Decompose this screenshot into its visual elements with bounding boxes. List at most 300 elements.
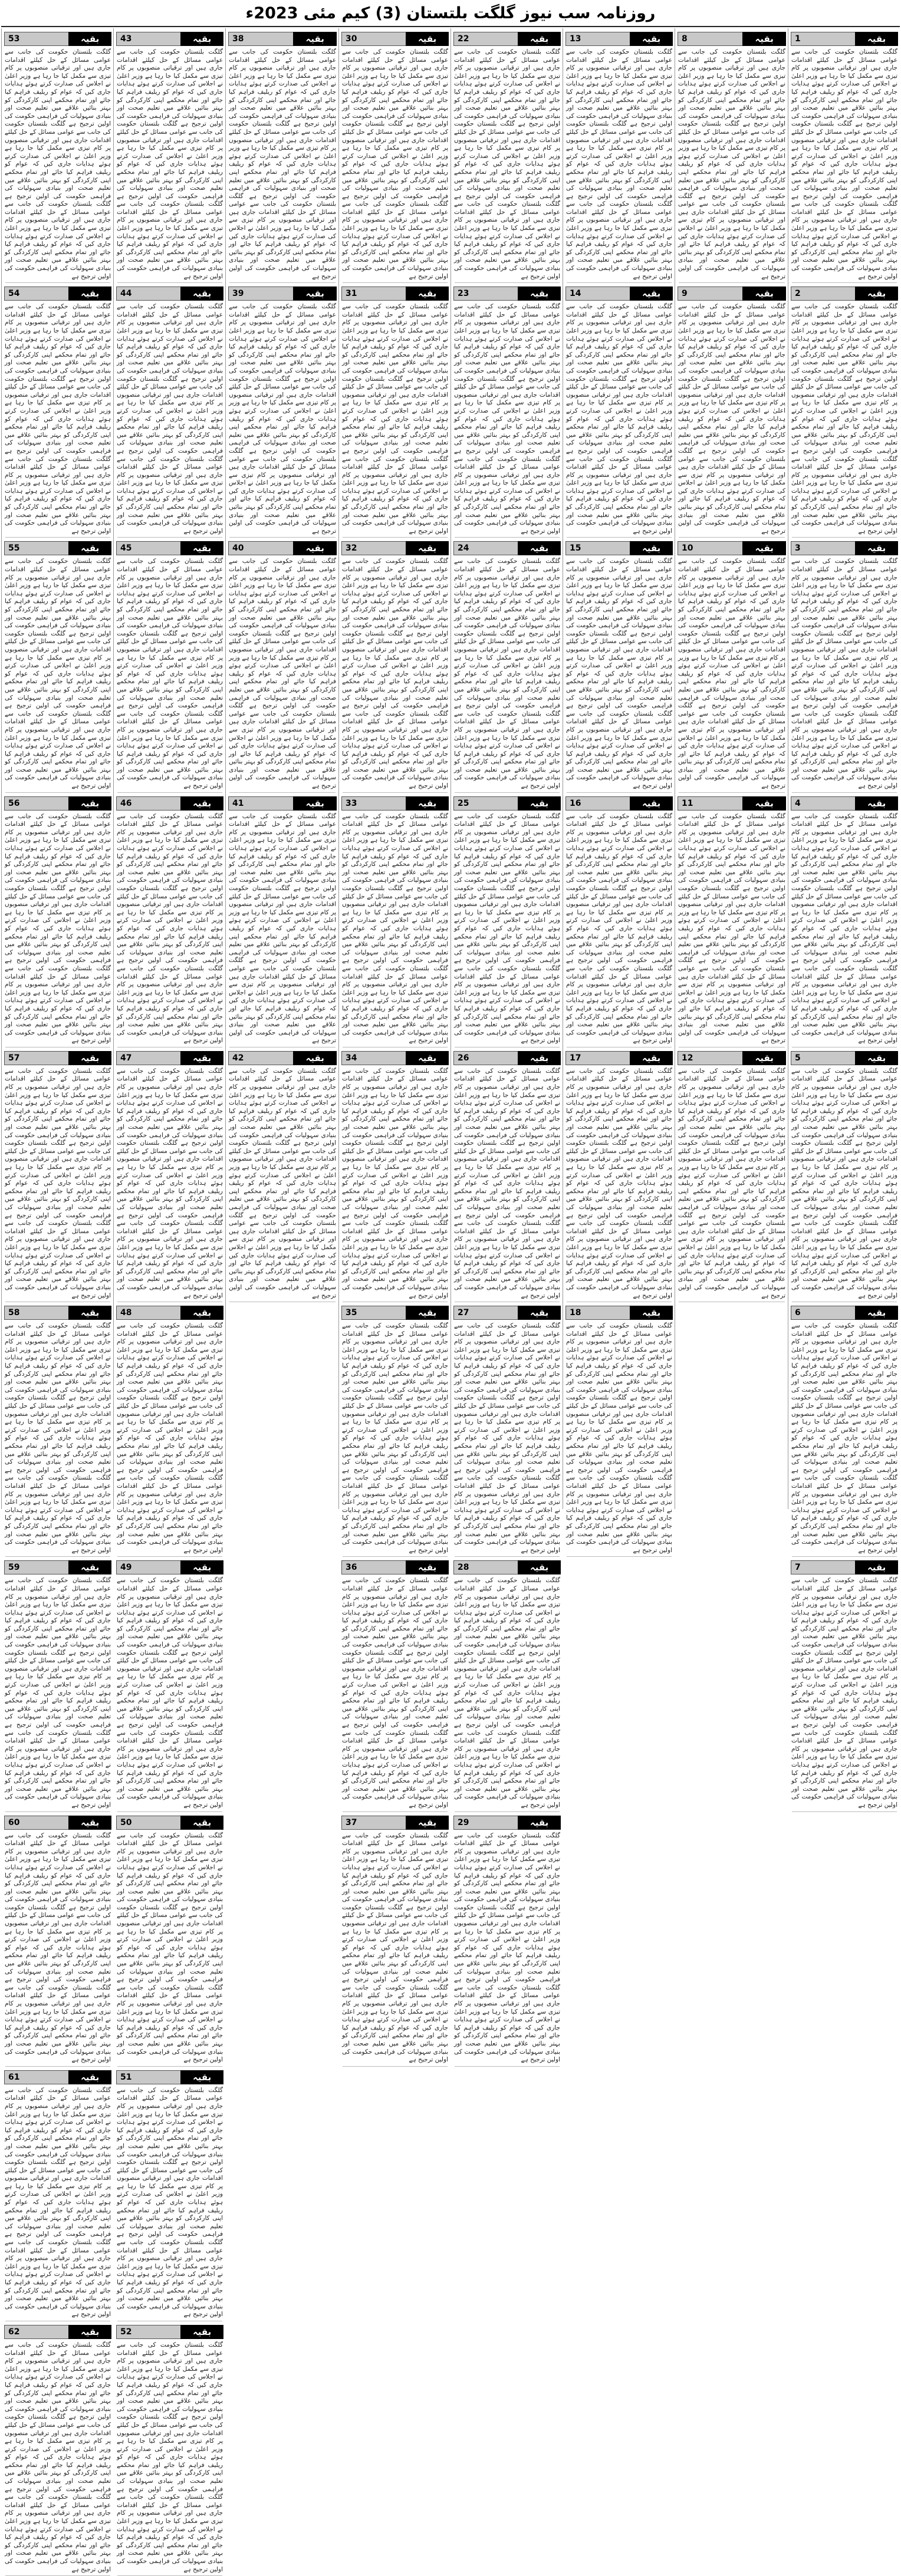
- continuation-header: [791, 796, 898, 811]
- continuation-label: بقیہ: [68, 1051, 111, 1065]
- block-divider: [792, 1811, 897, 1812]
- continuation-label: بقیہ: [293, 541, 337, 555]
- continuation-number: 31: [341, 286, 406, 301]
- continuation-header: [341, 1306, 449, 1320]
- article-text: گلگت بلتستان حکومت کی جانب سے عوامی مسائل کے حل کیلئے اقدامات جاری ہیں اور ترقیاتی منصوبوں پر کام تیزی سے مکمل کیا جا رہا ہے وزیر اعلیٰ نے اجلاس کی صدارت کرتے ہوئے ہدایات جاری کیں کہ عوام کو ریلیف فراہم کیا جائے اور تمام محکمے اپنی کارکردگی کو بہتر بنائیں علاقے میں تعلیم صحت اور بنیادی سہولیات کی فراہمی حکومت کی اولین ترجیح ہے گلگت بلتستان حکومت کی جانب سے عوامی مسائل کے حل کیلئے اقدامات جاری ہیں اور ترقیاتی منصوبوں پر کام تیزی سے مکمل کیا جا رہا ہے وزیر اعلیٰ نے اجلاس کی صدارت کرتے ہوئے ہدایات جاری کیں کہ عوام کو ریلیف فراہم کیا جائے اور تمام محکمے اپنی کارکردگی کو بہتر بنائیں علاقے میں تعلیم صحت اور بنیادی سہولیات کی فراہمی حکومت کی اولین ترجیح ہے گلگت بلتستان حکومت کی جانب سے عوامی مسائل کے حل کیلئے اقدامات جاری ہیں اور ترقیاتی منصوبوں پر کام تیزی سے مکمل کیا جا رہا ہے وزیر اعلیٰ نے اجلاس کی صدارت کرتے ہوئے ہدایات جاری کیں کہ عوام کو ریلیف فراہم کیا جائے اور تمام محکمے اپنی کارکردگی کو بہتر بنائیں علاقے میں تعلیم صحت اور بنیادی سہولیات کی فراہمی حکومت کی اولین ترجیح ہے: [5, 1067, 111, 1299]
- block-divider: [455, 792, 560, 793]
- continuation-header: [565, 1306, 673, 1320]
- article-text: گلگت بلتستان حکومت کی جانب سے عوامی مسائل کے حل کیلئے اقدامات جاری ہیں اور ترقیاتی منصوبوں پر کام تیزی سے مکمل کیا جا رہا ہے وزیر اعلیٰ نے اجلاس کی صدارت کرتے ہوئے ہدایات جاری کیں کہ عوام کو ریلیف فراہم کیا جائے اور تمام محکمے اپنی کارکردگی کو بہتر بنائیں علاقے میں تعلیم صحت اور بنیادی سہولیات کی فراہمی حکومت کی اولین ترجیح ہے گلگت بلتستان حکومت کی جانب سے عوامی مسائل کے حل کیلئے اقدامات جاری ہیں اور ترقیاتی منصوبوں پر کام تیزی سے مکمل کیا جا رہا ہے وزیر اعلیٰ نے اجلاس کی صدارت کرتے ہوئے ہدایات جاری کیں کہ عوام کو ریلیف فراہم کیا جائے اور تمام محکمے اپنی کارکردگی کو بہتر بنائیں علاقے میں تعلیم صحت اور بنیادی سہولیات کی فراہمی حکومت کی اولین ترجیح ہے گلگت بلتستان حکومت کی جانب سے عوامی مسائل کے حل کیلئے اقدامات جاری ہیں اور ترقیاتی منصوبوں پر کام تیزی سے مکمل کیا جا رہا ہے وزیر اعلیٰ نے اجلاس کی صدارت کرتے ہوئے ہدایات جاری کیں کہ عوام کو ریلیف فراہم کیا جائے اور تمام محکمے اپنی کارکردگی کو بہتر بنائیں علاقے میں تعلیم صحت اور بنیادی سہولیات کی فراہمی حکومت کی اولین ترجیح ہے: [566, 1322, 672, 1554]
- continuation-label: بقیہ: [630, 541, 673, 555]
- article-text: گلگت بلتستان حکومت کی جانب سے عوامی مسائل کے حل کیلئے اقدامات جاری ہیں اور ترقیاتی منصوبوں پر کام تیزی سے مکمل کیا جا رہا ہے وزیر اعلیٰ نے اجلاس کی صدارت کرتے ہوئے ہدایات جاری کیں کہ عوام کو ریلیف فراہم کیا جائے اور تمام محکمے اپنی کارکردگی کو بہتر بنائیں علاقے میں تعلیم صحت اور بنیادی سہولیات کی فراہمی حکومت کی اولین ترجیح ہے گلگت بلتستان حکومت کی جانب سے عوامی مسائل کے حل کیلئے اقدامات جاری ہیں اور ترقیاتی منصوبوں پر کام تیزی سے مکمل کیا جا رہا ہے وزیر اعلیٰ نے اجلاس کی صدارت کرتے ہوئے ہدایات جاری کیں کہ عوام کو ریلیف فراہم کیا جائے اور تمام محکمے اپنی کارکردگی کو بہتر بنائیں علاقے میں تعلیم صحت اور بنیادی سہولیات کی فراہمی حکومت کی اولین ترجیح ہے گلگت بلتستان حکومت کی جانب سے عوامی مسائل کے حل کیلئے اقدامات جاری ہیں اور ترقیاتی منصوبوں پر کام تیزی سے مکمل کیا جا رہا ہے وزیر اعلیٰ نے اجلاس کی صدارت کرتے ہوئے ہدایات جاری کیں کہ عوام کو ریلیف فراہم کیا جائے اور تمام محکمے اپنی کارکردگی کو بہتر بنائیں علاقے میں تعلیم صحت اور بنیادی سہولیات کی فراہمی حکومت کی اولین ترجیح ہے: [678, 558, 785, 790]
- block-divider: [117, 537, 222, 538]
- continuation-label: بقیہ: [518, 1051, 561, 1065]
- continuation-label: بقیہ: [630, 796, 673, 811]
- continuation-label: بقیہ: [406, 1816, 449, 1830]
- article-text: گلگت بلتستان حکومت کی جانب سے عوامی مسائل کے حل کیلئے اقدامات جاری ہیں اور ترقیاتی منصوبوں پر کام تیزی سے مکمل کیا جا رہا ہے وزیر اعلیٰ نے اجلاس کی صدارت کرتے ہوئے ہدایات جاری کیں کہ عوام کو ریلیف فراہم کیا جائے اور تمام محکمے اپنی کارکردگی کو بہتر بنائیں علاقے میں تعلیم صحت اور بنیادی سہولیات کی فراہمی حکومت کی اولین ترجیح ہے گلگت بلتستان حکومت کی جانب سے عوامی مسائل کے حل کیلئے اقدامات جاری ہیں اور ترقیاتی منصوبوں پر کام تیزی سے مکمل کیا جا رہا ہے وزیر اعلیٰ نے اجلاس کی صدارت کرتے ہوئے ہدایات جاری کیں کہ عوام کو ریلیف فراہم کیا جائے اور تمام محکمے اپنی کارکردگی کو بہتر بنائیں علاقے میں تعلیم صحت اور بنیادی سہولیات کی فراہمی حکومت کی اولین ترجیح ہے گلگت بلتستان حکومت کی جانب سے عوامی مسائل کے حل کیلئے اقدامات جاری ہیں اور ترقیاتی منصوبوں پر کام تیزی سے مکمل کیا جا رہا ہے وزیر اعلیٰ نے اجلاس کی صدارت کرتے ہوئے ہدایات جاری کیں کہ عوام کو ریلیف فراہم کیا جائے اور تمام محکمے اپنی کارکردگی کو بہتر بنائیں علاقے میں تعلیم صحت اور بنیادی سہولیات کی فراہمی حکومت کی اولین ترجیح ہے: [229, 48, 336, 280]
- continuation-block: [339, 1560, 451, 1811]
- continuation-label: بقیہ: [742, 541, 786, 555]
- article-text: گلگت بلتستان حکومت کی جانب سے عوامی مسائل کے حل کیلئے اقدامات جاری ہیں اور ترقیاتی منصوبوں پر کام تیزی سے مکمل کیا جا رہا ہے وزیر اعلیٰ نے اجلاس کی صدارت کرتے ہوئے ہدایات جاری کیں کہ عوام کو ریلیف فراہم کیا جائے اور تمام محکمے اپنی کارکردگی کو بہتر بنائیں علاقے میں تعلیم صحت اور بنیادی سہولیات کی فراہمی حکومت کی اولین ترجیح ہے گلگت بلتستان حکومت کی جانب سے عوامی مسائل کے حل کیلئے اقدامات جاری ہیں اور ترقیاتی منصوبوں پر کام تیزی سے مکمل کیا جا رہا ہے وزیر اعلیٰ نے اجلاس کی صدارت کرتے ہوئے ہدایات جاری کیں کہ عوام کو ریلیف فراہم کیا جائے اور تمام محکمے اپنی کارکردگی کو بہتر بنائیں علاقے میں تعلیم صحت اور بنیادی سہولیات کی فراہمی حکومت کی اولین ترجیح ہے گلگت بلتستان حکومت کی جانب سے عوامی مسائل کے حل کیلئے اقدامات جاری ہیں اور ترقیاتی منصوبوں پر کام تیزی سے مکمل کیا جا رہا ہے وزیر اعلیٰ نے اجلاس کی صدارت کرتے ہوئے ہدایات جاری کیں کہ عوام کو ریلیف فراہم کیا جائے اور تمام محکمے اپنی کارکردگی کو بہتر بنائیں علاقے میں تعلیم صحت اور بنیادی سہولیات کی فراہمی حکومت کی اولین ترجیح ہے: [342, 48, 448, 280]
- continuation-number: 29: [453, 1816, 518, 1830]
- block-divider: [229, 537, 336, 538]
- continuation-block: [114, 32, 226, 283]
- article-text: گلگت بلتستان حکومت کی جانب سے عوامی مسائل کے حل کیلئے اقدامات جاری ہیں اور ترقیاتی منصوبوں پر کام تیزی سے مکمل کیا جا رہا ہے وزیر اعلیٰ نے اجلاس کی صدارت کرتے ہوئے ہدایات جاری کیں کہ عوام کو ریلیف فراہم کیا جائے اور تمام محکمے اپنی کارکردگی کو بہتر بنائیں علاقے میں تعلیم صحت اور بنیادی سہولیات کی فراہمی حکومت کی اولین ترجیح ہے گلگت بلتستان حکومت کی جانب سے عوامی مسائل کے حل کیلئے اقدامات جاری ہیں اور ترقیاتی منصوبوں پر کام تیزی سے مکمل کیا جا رہا ہے وزیر اعلیٰ نے اجلاس کی صدارت کرتے ہوئے ہدایات جاری کیں کہ عوام کو ریلیف فراہم کیا جائے اور تمام محکمے اپنی کارکردگی کو بہتر بنائیں علاقے میں تعلیم صحت اور بنیادی سہولیات کی فراہمی حکومت کی اولین ترجیح ہے گلگت بلتستان حکومت کی جانب سے عوامی مسائل کے حل کیلئے اقدامات جاری ہیں اور ترقیاتی منصوبوں پر کام تیزی سے مکمل کیا جا رہا ہے وزیر اعلیٰ نے اجلاس کی صدارت کرتے ہوئے ہدایات جاری کیں کہ عوام کو ریلیف فراہم کیا جائے اور تمام محکمے اپنی کارکردگی کو بہتر بنائیں علاقے میں تعلیم صحت اور بنیادی سہولیات کی فراہمی حکومت کی اولین ترجیح ہے: [342, 1831, 448, 2064]
- block-divider: [455, 537, 560, 538]
- block-divider: [5, 1811, 110, 1812]
- article-text: گلگت بلتستان حکومت کی جانب سے عوامی مسائل کے حل کیلئے اقدامات جاری ہیں اور ترقیاتی منصوبوں پر کام تیزی سے مکمل کیا جا رہا ہے وزیر اعلیٰ نے اجلاس کی صدارت کرتے ہوئے ہدایات جاری کیں کہ عوام کو ریلیف فراہم کیا جائے اور تمام محکمے اپنی کارکردگی کو بہتر بنائیں علاقے میں تعلیم صحت اور بنیادی سہولیات کی فراہمی حکومت کی اولین ترجیح ہے گلگت بلتستان حکومت کی جانب سے عوامی مسائل کے حل کیلئے اقدامات جاری ہیں اور ترقیاتی منصوبوں پر کام تیزی سے مکمل کیا جا رہا ہے وزیر اعلیٰ نے اجلاس کی صدارت کرتے ہوئے ہدایات جاری کیں کہ عوام کو ریلیف فراہم کیا جائے اور تمام محکمے اپنی کارکردگی کو بہتر بنائیں علاقے میں تعلیم صحت اور بنیادی سہولیات کی فراہمی حکومت کی اولین ترجیح ہے گلگت بلتستان حکومت کی جانب سے عوامی مسائل کے حل کیلئے اقدامات جاری ہیں اور ترقیاتی منصوبوں پر کام تیزی سے مکمل کیا جا رہا ہے وزیر اعلیٰ نے اجلاس کی صدارت کرتے ہوئے ہدایات جاری کیں کہ عوام کو ریلیف فراہم کیا جائے اور تمام محکمے اپنی کارکردگی کو بہتر بنائیں علاقے میں تعلیم صحت اور بنیادی سہولیات کی فراہمی حکومت کی اولین ترجیح ہے: [678, 812, 785, 1045]
- continuation-label: بقیہ: [630, 1051, 673, 1065]
- continuation-number: 61: [4, 2070, 68, 2084]
- news-column: [338, 28, 451, 2064]
- continuation-header: [116, 796, 223, 811]
- article-text: گلگت بلتستان حکومت کی جانب سے عوامی مسائل کے حل کیلئے اقدامات جاری ہیں اور ترقیاتی منصوبوں پر کام تیزی سے مکمل کیا جا رہا ہے وزیر اعلیٰ نے اجلاس کی صدارت کرتے ہوئے ہدایات جاری کیں کہ عوام کو ریلیف فراہم کیا جائے اور تمام محکمے اپنی کارکردگی کو بہتر بنائیں علاقے میں تعلیم صحت اور بنیادی سہولیات کی فراہمی حکومت کی اولین ترجیح ہے گلگت بلتستان حکومت کی جانب سے عوامی مسائل کے حل کیلئے اقدامات جاری ہیں اور ترقیاتی منصوبوں پر کام تیزی سے مکمل کیا جا رہا ہے وزیر اعلیٰ نے اجلاس کی صدارت کرتے ہوئے ہدایات جاری کیں کہ عوام کو ریلیف فراہم کیا جائے اور تمام محکمے اپنی کارکردگی کو بہتر بنائیں علاقے میں تعلیم صحت اور بنیادی سہولیات کی فراہمی حکومت کی اولین ترجیح ہے گلگت بلتستان حکومت کی جانب سے عوامی مسائل کے حل کیلئے اقدامات جاری ہیں اور ترقیاتی منصوبوں پر کام تیزی سے مکمل کیا جا رہا ہے وزیر اعلیٰ نے اجلاس کی صدارت کرتے ہوئے ہدایات جاری کیں کہ عوام کو ریلیف فراہم کیا جائے اور تمام محکمے اپنی کارکردگی کو بہتر بنائیں علاقے میں تعلیم صحت اور بنیادی سہولیات کی فراہمی حکومت کی اولین ترجیح ہے: [117, 1577, 223, 1809]
- article-text: گلگت بلتستان حکومت کی جانب سے عوامی مسائل کے حل کیلئے اقدامات جاری ہیں اور ترقیاتی منصوبوں پر کام تیزی سے مکمل کیا جا رہا ہے وزیر اعلیٰ نے اجلاس کی صدارت کرتے ہوئے ہدایات جاری کیں کہ عوام کو ریلیف فراہم کیا جائے اور تمام محکمے اپنی کارکردگی کو بہتر بنائیں علاقے میں تعلیم صحت اور بنیادی سہولیات کی فراہمی حکومت کی اولین ترجیح ہے گلگت بلتستان حکومت کی جانب سے عوامی مسائل کے حل کیلئے اقدامات جاری ہیں اور ترقیاتی منصوبوں پر کام تیزی سے مکمل کیا جا رہا ہے وزیر اعلیٰ نے اجلاس کی صدارت کرتے ہوئے ہدایات جاری کیں کہ عوام کو ریلیف فراہم کیا جائے اور تمام محکمے اپنی کارکردگی کو بہتر بنائیں علاقے میں تعلیم صحت اور بنیادی سہولیات کی فراہمی حکومت کی اولین ترجیح ہے گلگت بلتستان حکومت کی جانب سے عوامی مسائل کے حل کیلئے اقدامات جاری ہیں اور ترقیاتی منصوبوں پر کام تیزی سے مکمل کیا جا رہا ہے وزیر اعلیٰ نے اجلاس کی صدارت کرتے ہوئے ہدایات جاری کیں کہ عوام کو ریلیف فراہم کیا جائے اور تمام محکمے اپنی کارکردگی کو بہتر بنائیں علاقے میں تعلیم صحت اور بنیادی سہولیات کی فراہمی حکومت کی اولین ترجیح ہے: [342, 812, 448, 1045]
- continuation-label: بقیہ: [293, 796, 337, 811]
- continuation-block: [114, 286, 226, 538]
- continuation-number: 22: [453, 32, 518, 46]
- continuation-number: 44: [116, 286, 180, 301]
- article-text: گلگت بلتستان حکومت کی جانب سے عوامی مسائل کے حل کیلئے اقدامات جاری ہیں اور ترقیاتی منصوبوں پر کام تیزی سے مکمل کیا جا رہا ہے وزیر اعلیٰ نے اجلاس کی صدارت کرتے ہوئے ہدایات جاری کیں کہ عوام کو ریلیف فراہم کیا جائے اور تمام محکمے اپنی کارکردگی کو بہتر بنائیں علاقے میں تعلیم صحت اور بنیادی سہولیات کی فراہمی حکومت کی اولین ترجیح ہے گلگت بلتستان حکومت کی جانب سے عوامی مسائل کے حل کیلئے اقدامات جاری ہیں اور ترقیاتی منصوبوں پر کام تیزی سے مکمل کیا جا رہا ہے وزیر اعلیٰ نے اجلاس کی صدارت کرتے ہوئے ہدایات جاری کیں کہ عوام کو ریلیف فراہم کیا جائے اور تمام محکمے اپنی کارکردگی کو بہتر بنائیں علاقے میں تعلیم صحت اور بنیادی سہولیات کی فراہمی حکومت کی اولین ترجیح ہے گلگت بلتستان حکومت کی جانب سے عوامی مسائل کے حل کیلئے اقدامات جاری ہیں اور ترقیاتی منصوبوں پر کام تیزی سے مکمل کیا جا رہا ہے وزیر اعلیٰ نے اجلاس کی صدارت کرتے ہوئے ہدایات جاری کیں کہ عوام کو ریلیف فراہم کیا جائے اور تمام محکمے اپنی کارکردگی کو بہتر بنائیں علاقے میں تعلیم صحت اور بنیادی سہولیات کی فراہمی حکومت کی اولین ترجیح ہے: [117, 48, 223, 280]
- continuation-label: بقیہ: [855, 1051, 898, 1065]
- article-text: گلگت بلتستان حکومت کی جانب سے عوامی مسائل کے حل کیلئے اقدامات جاری ہیں اور ترقیاتی منصوبوں پر کام تیزی سے مکمل کیا جا رہا ہے وزیر اعلیٰ نے اجلاس کی صدارت کرتے ہوئے ہدایات جاری کیں کہ عوام کو ریلیف فراہم کیا جائے اور تمام محکمے اپنی کارکردگی کو بہتر بنائیں علاقے میں تعلیم صحت اور بنیادی سہولیات کی فراہمی حکومت کی اولین ترجیح ہے گلگت بلتستان حکومت کی جانب سے عوامی مسائل کے حل کیلئے اقدامات جاری ہیں اور ترقیاتی منصوبوں پر کام تیزی سے مکمل کیا جا رہا ہے وزیر اعلیٰ نے اجلاس کی صدارت کرتے ہوئے ہدایات جاری کیں کہ عوام کو ریلیف فراہم کیا جائے اور تمام محکمے اپنی کارکردگی کو بہتر بنائیں علاقے میں تعلیم صحت اور بنیادی سہولیات کی فراہمی حکومت کی اولین ترجیح ہے گلگت بلتستان حکومت کی جانب سے عوامی مسائل کے حل کیلئے اقدامات جاری ہیں اور ترقیاتی منصوبوں پر کام تیزی سے مکمل کیا جا رہا ہے وزیر اعلیٰ نے اجلاس کی صدارت کرتے ہوئے ہدایات جاری کیں کہ عوام کو ریلیف فراہم کیا جائے اور تمام محکمے اپنی کارکردگی کو بہتر بنائیں علاقے میں تعلیم صحت اور بنیادی سہولیات کی فراہمی حکومت کی اولین ترجیح ہے: [229, 1067, 336, 1299]
- article-text: گلگت بلتستان حکومت کی جانب سے عوامی مسائل کے حل کیلئے اقدامات جاری ہیں اور ترقیاتی منصوبوں پر کام تیزی سے مکمل کیا جا رہا ہے وزیر اعلیٰ نے اجلاس کی صدارت کرتے ہوئے ہدایات جاری کیں کہ عوام کو ریلیف فراہم کیا جائے اور تمام محکمے اپنی کارکردگی کو بہتر بنائیں علاقے میں تعلیم صحت اور بنیادی سہولیات کی فراہمی حکومت کی اولین ترجیح ہے گلگت بلتستان حکومت کی جانب سے عوامی مسائل کے حل کیلئے اقدامات جاری ہیں اور ترقیاتی منصوبوں پر کام تیزی سے مکمل کیا جا رہا ہے وزیر اعلیٰ نے اجلاس کی صدارت کرتے ہوئے ہدایات جاری کیں کہ عوام کو ریلیف فراہم کیا جائے اور تمام محکمے اپنی کارکردگی کو بہتر بنائیں علاقے میں تعلیم صحت اور بنیادی سہولیات کی فراہمی حکومت کی اولین ترجیح ہے گلگت بلتستان حکومت کی جانب سے عوامی مسائل کے حل کیلئے اقدامات جاری ہیں اور ترقیاتی منصوبوں پر کام تیزی سے مکمل کیا جا رہا ہے وزیر اعلیٰ نے اجلاس کی صدارت کرتے ہوئے ہدایات جاری کیں کہ عوام کو ریلیف فراہم کیا جائے اور تمام محکمے اپنی کارکردگی کو بہتر بنائیں علاقے میں تعلیم صحت اور بنیادی سہولیات کی فراہمی حکومت کی اولین ترجیح ہے: [791, 1067, 897, 1299]
- continuation-number: 4: [791, 796, 855, 811]
- continuation-header: [4, 286, 111, 301]
- continuation-label: بقیہ: [180, 32, 223, 46]
- continuation-block: [339, 1051, 451, 1302]
- masthead-rule: [1, 26, 900, 27]
- article-text: گلگت بلتستان حکومت کی جانب سے عوامی مسائل کے حل کیلئے اقدامات جاری ہیں اور ترقیاتی منصوبوں پر کام تیزی سے مکمل کیا جا رہا ہے وزیر اعلیٰ نے اجلاس کی صدارت کرتے ہوئے ہدایات جاری کیں کہ عوام کو ریلیف فراہم کیا جائے اور تمام محکمے اپنی کارکردگی کو بہتر بنائیں علاقے میں تعلیم صحت اور بنیادی سہولیات کی فراہمی حکومت کی اولین ترجیح ہے گلگت بلتستان حکومت کی جانب سے عوامی مسائل کے حل کیلئے اقدامات جاری ہیں اور ترقیاتی منصوبوں پر کام تیزی سے مکمل کیا جا رہا ہے وزیر اعلیٰ نے اجلاس کی صدارت کرتے ہوئے ہدایات جاری کیں کہ عوام کو ریلیف فراہم کیا جائے اور تمام محکمے اپنی کارکردگی کو بہتر بنائیں علاقے میں تعلیم صحت اور بنیادی سہولیات کی فراہمی حکومت کی اولین ترجیح ہے گلگت بلتستان حکومت کی جانب سے عوامی مسائل کے حل کیلئے اقدامات جاری ہیں اور ترقیاتی منصوبوں پر کام تیزی سے مکمل کیا جا رہا ہے وزیر اعلیٰ نے اجلاس کی صدارت کرتے ہوئے ہدایات جاری کیں کہ عوام کو ریلیف فراہم کیا جائے اور تمام محکمے اپنی کارکردگی کو بہتر بنائیں علاقے میں تعلیم صحت اور بنیادی سہولیات کی فراہمی حکومت کی اولین ترجیح ہے: [791, 812, 897, 1045]
- continuation-header: [116, 286, 223, 301]
- article-text: گلگت بلتستان حکومت کی جانب سے عوامی مسائل کے حل کیلئے اقدامات جاری ہیں اور ترقیاتی منصوبوں پر کام تیزی سے مکمل کیا جا رہا ہے وزیر اعلیٰ نے اجلاس کی صدارت کرتے ہوئے ہدایات جاری کیں کہ عوام کو ریلیف فراہم کیا جائے اور تمام محکمے اپنی کارکردگی کو بہتر بنائیں علاقے میں تعلیم صحت اور بنیادی سہولیات کی فراہمی حکومت کی اولین ترجیح ہے گلگت بلتستان حکومت کی جانب سے عوامی مسائل کے حل کیلئے اقدامات جاری ہیں اور ترقیاتی منصوبوں پر کام تیزی سے مکمل کیا جا رہا ہے وزیر اعلیٰ نے اجلاس کی صدارت کرتے ہوئے ہدایات جاری کیں کہ عوام کو ریلیف فراہم کیا جائے اور تمام محکمے اپنی کارکردگی کو بہتر بنائیں علاقے میں تعلیم صحت اور بنیادی سہولیات کی فراہمی حکومت کی اولین ترجیح ہے گلگت بلتستان حکومت کی جانب سے عوامی مسائل کے حل کیلئے اقدامات جاری ہیں اور ترقیاتی منصوبوں پر کام تیزی سے مکمل کیا جا رہا ہے وزیر اعلیٰ نے اجلاس کی صدارت کرتے ہوئے ہدایات جاری کیں کہ عوام کو ریلیف فراہم کیا جائے اور تمام محکمے اپنی کارکردگی کو بہتر بنائیں علاقے میں تعلیم صحت اور بنیادی سہولیات کی فراہمی حکومت کی اولین ترجیح ہے: [454, 1577, 560, 1809]
- continuation-label: بقیہ: [406, 32, 449, 46]
- page-title: روزنامہ سب نیوز گلگت بلتستان (3) کیم مئی 2023ء: [245, 4, 656, 22]
- block-divider: [567, 282, 672, 283]
- continuation-number: 15: [565, 541, 630, 555]
- continuation-block: [675, 1051, 788, 1302]
- article-text: گلگت بلتستان حکومت کی جانب سے عوامی مسائل کے حل کیلئے اقدامات جاری ہیں اور ترقیاتی منصوبوں پر کام تیزی سے مکمل کیا جا رہا ہے وزیر اعلیٰ نے اجلاس کی صدارت کرتے ہوئے ہدایات جاری کیں کہ عوام کو ریلیف فراہم کیا جائے اور تمام محکمے اپنی کارکردگی کو بہتر بنائیں علاقے میں تعلیم صحت اور بنیادی سہولیات کی فراہمی حکومت کی اولین ترجیح ہے گلگت بلتستان حکومت کی جانب سے عوامی مسائل کے حل کیلئے اقدامات جاری ہیں اور ترقیاتی منصوبوں پر کام تیزی سے مکمل کیا جا رہا ہے وزیر اعلیٰ نے اجلاس کی صدارت کرتے ہوئے ہدایات جاری کیں کہ عوام کو ریلیف فراہم کیا جائے اور تمام محکمے اپنی کارکردگی کو بہتر بنائیں علاقے میں تعلیم صحت اور بنیادی سہولیات کی فراہمی حکومت کی اولین ترجیح ہے گلگت بلتستان حکومت کی جانب سے عوامی مسائل کے حل کیلئے اقدامات جاری ہیں اور ترقیاتی منصوبوں پر کام تیزی سے مکمل کیا جا رہا ہے وزیر اعلیٰ نے اجلاس کی صدارت کرتے ہوئے ہدایات جاری کیں کہ عوام کو ریلیف فراہم کیا جائے اور تمام محکمے اپنی کارکردگی کو بہتر بنائیں علاقے میں تعلیم صحت اور بنیادی سہولیات کی فراہمی حکومت کی اولین ترجیح ہے: [791, 1577, 897, 1809]
- article-text: گلگت بلتستان حکومت کی جانب سے عوامی مسائل کے حل کیلئے اقدامات جاری ہیں اور ترقیاتی منصوبوں پر کام تیزی سے مکمل کیا جا رہا ہے وزیر اعلیٰ نے اجلاس کی صدارت کرتے ہوئے ہدایات جاری کیں کہ عوام کو ریلیف فراہم کیا جائے اور تمام محکمے اپنی کارکردگی کو بہتر بنائیں علاقے میں تعلیم صحت اور بنیادی سہولیات کی فراہمی حکومت کی اولین ترجیح ہے گلگت بلتستان حکومت کی جانب سے عوامی مسائل کے حل کیلئے اقدامات جاری ہیں اور ترقیاتی منصوبوں پر کام تیزی سے مکمل کیا جا رہا ہے وزیر اعلیٰ نے اجلاس کی صدارت کرتے ہوئے ہدایات جاری کیں کہ عوام کو ریلیف فراہم کیا جائے اور تمام محکمے اپنی کارکردگی کو بہتر بنائیں علاقے میں تعلیم صحت اور بنیادی سہولیات کی فراہمی حکومت کی اولین ترجیح ہے گلگت بلتستان حکومت کی جانب سے عوامی مسائل کے حل کیلئے اقدامات جاری ہیں اور ترقیاتی منصوبوں پر کام تیزی سے مکمل کیا جا رہا ہے وزیر اعلیٰ نے اجلاس کی صدارت کرتے ہوئے ہدایات جاری کیں کہ عوام کو ریلیف فراہم کیا جائے اور تمام محکمے اپنی کارکردگی کو بہتر بنائیں علاقے میں تعلیم صحت اور بنیادی سہولیات کی فراہمی حکومت کی اولین ترجیح ہے: [117, 1831, 223, 2064]
- block-divider: [567, 1556, 672, 1557]
- continuation-header: [678, 286, 786, 301]
- continuation-number: 55: [4, 541, 68, 555]
- continuation-number: 35: [341, 1306, 406, 1320]
- article-text: گلگت بلتستان حکومت کی جانب سے عوامی مسائل کے حل کیلئے اقدامات جاری ہیں اور ترقیاتی منصوبوں پر کام تیزی سے مکمل کیا جا رہا ہے وزیر اعلیٰ نے اجلاس کی صدارت کرتے ہوئے ہدایات جاری کیں کہ عوام کو ریلیف فراہم کیا جائے اور تمام محکمے اپنی کارکردگی کو بہتر بنائیں علاقے میں تعلیم صحت اور بنیادی سہولیات کی فراہمی حکومت کی اولین ترجیح ہے گلگت بلتستان حکومت کی جانب سے عوامی مسائل کے حل کیلئے اقدامات جاری ہیں اور ترقیاتی منصوبوں پر کام تیزی سے مکمل کیا جا رہا ہے وزیر اعلیٰ نے اجلاس کی صدارت کرتے ہوئے ہدایات جاری کیں کہ عوام کو ریلیف فراہم کیا جائے اور تمام محکمے اپنی کارکردگی کو بہتر بنائیں علاقے میں تعلیم صحت اور بنیادی سہولیات کی فراہمی حکومت کی اولین ترجیح ہے گلگت بلتستان حکومت کی جانب سے عوامی مسائل کے حل کیلئے اقدامات جاری ہیں اور ترقیاتی منصوبوں پر کام تیزی سے مکمل کیا جا رہا ہے وزیر اعلیٰ نے اجلاس کی صدارت کرتے ہوئے ہدایات جاری کیں کہ عوام کو ریلیف فراہم کیا جائے اور تمام محکمے اپنی کارکردگی کو بہتر بنائیں علاقے میں تعلیم صحت اور بنیادی سہولیات کی فراہمی حکومت کی اولین ترجیح ہے: [229, 812, 336, 1045]
- article-text: گلگت بلتستان حکومت کی جانب سے عوامی مسائل کے حل کیلئے اقدامات جاری ہیں اور ترقیاتی منصوبوں پر کام تیزی سے مکمل کیا جا رہا ہے وزیر اعلیٰ نے اجلاس کی صدارت کرتے ہوئے ہدایات جاری کیں کہ عوام کو ریلیف فراہم کیا جائے اور تمام محکمے اپنی کارکردگی کو بہتر بنائیں علاقے میں تعلیم صحت اور بنیادی سہولیات کی فراہمی حکومت کی اولین ترجیح ہے گلگت بلتستان حکومت کی جانب سے عوامی مسائل کے حل کیلئے اقدامات جاری ہیں اور ترقیاتی منصوبوں پر کام تیزی سے مکمل کیا جا رہا ہے وزیر اعلیٰ نے اجلاس کی صدارت کرتے ہوئے ہدایات جاری کیں کہ عوام کو ریلیف فراہم کیا جائے اور تمام محکمے اپنی کارکردگی کو بہتر بنائیں علاقے میں تعلیم صحت اور بنیادی سہولیات کی فراہمی حکومت کی اولین ترجیح ہے گلگت بلتستان حکومت کی جانب سے عوامی مسائل کے حل کیلئے اقدامات جاری ہیں اور ترقیاتی منصوبوں پر کام تیزی سے مکمل کیا جا رہا ہے وزیر اعلیٰ نے اجلاس کی صدارت کرتے ہوئے ہدایات جاری کیں کہ عوام کو ریلیف فراہم کیا جائے اور تمام محکمے اپنی کارکردگی کو بہتر بنائیں علاقے میں تعلیم صحت اور بنیادی سہولیات کی فراہمی حکومت کی اولین ترجیح ہے: [229, 558, 336, 790]
- article-text: گلگت بلتستان حکومت کی جانب سے عوامی مسائل کے حل کیلئے اقدامات جاری ہیں اور ترقیاتی منصوبوں پر کام تیزی سے مکمل کیا جا رہا ہے وزیر اعلیٰ نے اجلاس کی صدارت کرتے ہوئے ہدایات جاری کیں کہ عوام کو ریلیف فراہم کیا جائے اور تمام محکمے اپنی کارکردگی کو بہتر بنائیں علاقے میں تعلیم صحت اور بنیادی سہولیات کی فراہمی حکومت کی اولین ترجیح ہے گلگت بلتستان حکومت کی جانب سے عوامی مسائل کے حل کیلئے اقدامات جاری ہیں اور ترقیاتی منصوبوں پر کام تیزی سے مکمل کیا جا رہا ہے وزیر اعلیٰ نے اجلاس کی صدارت کرتے ہوئے ہدایات جاری کیں کہ عوام کو ریلیف فراہم کیا جائے اور تمام محکمے اپنی کارکردگی کو بہتر بنائیں علاقے میں تعلیم صحت اور بنیادی سہولیات کی فراہمی حکومت کی اولین ترجیح ہے گلگت بلتستان حکومت کی جانب سے عوامی مسائل کے حل کیلئے اقدامات جاری ہیں اور ترقیاتی منصوبوں پر کام تیزی سے مکمل کیا جا رہا ہے وزیر اعلیٰ نے اجلاس کی صدارت کرتے ہوئے ہدایات جاری کیں کہ عوام کو ریلیف فراہم کیا جائے اور تمام محکمے اپنی کارکردگی کو بہتر بنائیں علاقے میں تعلیم صحت اور بنیادی سہولیات کی فراہمی حکومت کی اولین ترجیح ہے: [566, 303, 672, 535]
- article-text: گلگت بلتستان حکومت کی جانب سے عوامی مسائل کے حل کیلئے اقدامات جاری ہیں اور ترقیاتی منصوبوں پر کام تیزی سے مکمل کیا جا رہا ہے وزیر اعلیٰ نے اجلاس کی صدارت کرتے ہوئے ہدایات جاری کیں کہ عوام کو ریلیف فراہم کیا جائے اور تمام محکمے اپنی کارکردگی کو بہتر بنائیں علاقے میں تعلیم صحت اور بنیادی سہولیات کی فراہمی حکومت کی اولین ترجیح ہے گلگت بلتستان حکومت کی جانب سے عوامی مسائل کے حل کیلئے اقدامات جاری ہیں اور ترقیاتی منصوبوں پر کام تیزی سے مکمل کیا جا رہا ہے وزیر اعلیٰ نے اجلاس کی صدارت کرتے ہوئے ہدایات جاری کیں کہ عوام کو ریلیف فراہم کیا جائے اور تمام محکمے اپنی کارکردگی کو بہتر بنائیں علاقے میں تعلیم صحت اور بنیادی سہولیات کی فراہمی حکومت کی اولین ترجیح ہے گلگت بلتستان حکومت کی جانب سے عوامی مسائل کے حل کیلئے اقدامات جاری ہیں اور ترقیاتی منصوبوں پر کام تیزی سے مکمل کیا جا رہا ہے وزیر اعلیٰ نے اجلاس کی صدارت کرتے ہوئے ہدایات جاری کیں کہ عوام کو ریلیف فراہم کیا جائے اور تمام محکمے اپنی کارکردگی کو بہتر بنائیں علاقے میں تعلیم صحت اور بنیادی سہولیات کی فراہمی حکومت کی اولین ترجیح ہے: [117, 2086, 223, 2318]
- continuation-header: [453, 1560, 561, 1574]
- continuation-header: [565, 1051, 673, 1065]
- block-divider: [117, 2066, 222, 2067]
- continuation-label: بقیہ: [855, 541, 898, 555]
- continuation-label: بقیہ: [293, 1051, 337, 1065]
- continuation-number: 49: [116, 1560, 180, 1574]
- block-divider: [229, 282, 336, 283]
- continuation-block: [2, 32, 114, 283]
- block-divider: [117, 1811, 222, 1812]
- continuation-label: بقیہ: [180, 1816, 223, 1830]
- continuation-header: [678, 541, 786, 555]
- continuation-block: [114, 541, 226, 792]
- continuation-label: بقیہ: [406, 541, 449, 555]
- continuation-block: [2, 1816, 114, 2067]
- continuation-label: بقیہ: [855, 796, 898, 811]
- continuation-label: بقیہ: [68, 2325, 111, 2339]
- continuation-label: بقیہ: [180, 1051, 223, 1065]
- article-text: گلگت بلتستان حکومت کی جانب سے عوامی مسائل کے حل کیلئے اقدامات جاری ہیں اور ترقیاتی منصوبوں پر کام تیزی سے مکمل کیا جا رہا ہے وزیر اعلیٰ نے اجلاس کی صدارت کرتے ہوئے ہدایات جاری کیں کہ عوام کو ریلیف فراہم کیا جائے اور تمام محکمے اپنی کارکردگی کو بہتر بنائیں علاقے میں تعلیم صحت اور بنیادی سہولیات کی فراہمی حکومت کی اولین ترجیح ہے گلگت بلتستان حکومت کی جانب سے عوامی مسائل کے حل کیلئے اقدامات جاری ہیں اور ترقیاتی منصوبوں پر کام تیزی سے مکمل کیا جا رہا ہے وزیر اعلیٰ نے اجلاس کی صدارت کرتے ہوئے ہدایات جاری کیں کہ عوام کو ریلیف فراہم کیا جائے اور تمام محکمے اپنی کارکردگی کو بہتر بنائیں علاقے میں تعلیم صحت اور بنیادی سہولیات کی فراہمی حکومت کی اولین ترجیح ہے گلگت بلتستان حکومت کی جانب سے عوامی مسائل کے حل کیلئے اقدامات جاری ہیں اور ترقیاتی منصوبوں پر کام تیزی سے مکمل کیا جا رہا ہے وزیر اعلیٰ نے اجلاس کی صدارت کرتے ہوئے ہدایات جاری کیں کہ عوام کو ریلیف فراہم کیا جائے اور تمام محکمے اپنی کارکردگی کو بہتر بنائیں علاقے میں تعلیم صحت اور بنیادی سہولیات کی فراہمی حکومت کی اولین ترجیح ہے: [117, 558, 223, 790]
- continuation-block: [339, 1816, 451, 2067]
- news-column: [788, 28, 900, 1809]
- article-text: گلگت بلتستان حکومت کی جانب سے عوامی مسائل کے حل کیلئے اقدامات جاری ہیں اور ترقیاتی منصوبوں پر کام تیزی سے مکمل کیا جا رہا ہے وزیر اعلیٰ نے اجلاس کی صدارت کرتے ہوئے ہدایات جاری کیں کہ عوام کو ریلیف فراہم کیا جائے اور تمام محکمے اپنی کارکردگی کو بہتر بنائیں علاقے میں تعلیم صحت اور بنیادی سہولیات کی فراہمی حکومت کی اولین ترجیح ہے گلگت بلتستان حکومت کی جانب سے عوامی مسائل کے حل کیلئے اقدامات جاری ہیں اور ترقیاتی منصوبوں پر کام تیزی سے مکمل کیا جا رہا ہے وزیر اعلیٰ نے اجلاس کی صدارت کرتے ہوئے ہدایات جاری کیں کہ عوام کو ریلیف فراہم کیا جائے اور تمام محکمے اپنی کارکردگی کو بہتر بنائیں علاقے میں تعلیم صحت اور بنیادی سہولیات کی فراہمی حکومت کی اولین ترجیح ہے گلگت بلتستان حکومت کی جانب سے عوامی مسائل کے حل کیلئے اقدامات جاری ہیں اور ترقیاتی منصوبوں پر کام تیزی سے مکمل کیا جا رہا ہے وزیر اعلیٰ نے اجلاس کی صدارت کرتے ہوئے ہدایات جاری کیں کہ عوام کو ریلیف فراہم کیا جائے اور تمام محکمے اپنی کارکردگی کو بہتر بنائیں علاقے میں تعلیم صحت اور بنیادی سہولیات کی فراہمی حکومت کی اولین ترجیح ہے: [5, 1831, 111, 2064]
- continuation-number: 37: [341, 1816, 406, 1830]
- continuation-number: 39: [228, 286, 293, 301]
- continuation-header: [4, 541, 111, 555]
- article-text: گلگت بلتستان حکومت کی جانب سے عوامی مسائل کے حل کیلئے اقدامات جاری ہیں اور ترقیاتی منصوبوں پر کام تیزی سے مکمل کیا جا رہا ہے وزیر اعلیٰ نے اجلاس کی صدارت کرتے ہوئے ہدایات جاری کیں کہ عوام کو ریلیف فراہم کیا جائے اور تمام محکمے اپنی کارکردگی کو بہتر بنائیں علاقے میں تعلیم صحت اور بنیادی سہولیات کی فراہمی حکومت کی اولین ترجیح ہے گلگت بلتستان حکومت کی جانب سے عوامی مسائل کے حل کیلئے اقدامات جاری ہیں اور ترقیاتی منصوبوں پر کام تیزی سے مکمل کیا جا رہا ہے وزیر اعلیٰ نے اجلاس کی صدارت کرتے ہوئے ہدایات جاری کیں کہ عوام کو ریلیف فراہم کیا جائے اور تمام محکمے اپنی کارکردگی کو بہتر بنائیں علاقے میں تعلیم صحت اور بنیادی سہولیات کی فراہمی حکومت کی اولین ترجیح ہے گلگت بلتستان حکومت کی جانب سے عوامی مسائل کے حل کیلئے اقدامات جاری ہیں اور ترقیاتی منصوبوں پر کام تیزی سے مکمل کیا جا رہا ہے وزیر اعلیٰ نے اجلاس کی صدارت کرتے ہوئے ہدایات جاری کیں کہ عوام کو ریلیف فراہم کیا جائے اور تمام محکمے اپنی کارکردگی کو بہتر بنائیں علاقے میں تعلیم صحت اور بنیادی سہولیات کی فراہمی حکومت کی اولین ترجیح ہے: [454, 1322, 560, 1554]
- continuation-block: [451, 1051, 563, 1302]
- continuation-header: [453, 286, 561, 301]
- block-divider: [679, 792, 785, 793]
- block-divider: [117, 282, 222, 283]
- continuation-block: [563, 32, 675, 283]
- article-text: گلگت بلتستان حکومت کی جانب سے عوامی مسائل کے حل کیلئے اقدامات جاری ہیں اور ترقیاتی منصوبوں پر کام تیزی سے مکمل کیا جا رہا ہے وزیر اعلیٰ نے اجلاس کی صدارت کرتے ہوئے ہدایات جاری کیں کہ عوام کو ریلیف فراہم کیا جائے اور تمام محکمے اپنی کارکردگی کو بہتر بنائیں علاقے میں تعلیم صحت اور بنیادی سہولیات کی فراہمی حکومت کی اولین ترجیح ہے گلگت بلتستان حکومت کی جانب سے عوامی مسائل کے حل کیلئے اقدامات جاری ہیں اور ترقیاتی منصوبوں پر کام تیزی سے مکمل کیا جا رہا ہے وزیر اعلیٰ نے اجلاس کی صدارت کرتے ہوئے ہدایات جاری کیں کہ عوام کو ریلیف فراہم کیا جائے اور تمام محکمے اپنی کارکردگی کو بہتر بنائیں علاقے میں تعلیم صحت اور بنیادی سہولیات کی فراہمی حکومت کی اولین ترجیح ہے گلگت بلتستان حکومت کی جانب سے عوامی مسائل کے حل کیلئے اقدامات جاری ہیں اور ترقیاتی منصوبوں پر کام تیزی سے مکمل کیا جا رہا ہے وزیر اعلیٰ نے اجلاس کی صدارت کرتے ہوئے ہدایات جاری کیں کہ عوام کو ریلیف فراہم کیا جائے اور تمام محکمے اپنی کارکردگی کو بہتر بنائیں علاقے میں تعلیم صحت اور بنیادی سہولیات کی فراہمی حکومت کی اولین ترجیح ہے: [342, 1577, 448, 1809]
- continuation-header: [453, 796, 561, 811]
- block-divider: [455, 1556, 560, 1557]
- continuation-header: [678, 32, 786, 46]
- continuation-block: [451, 1306, 563, 1557]
- continuation-number: 13: [565, 32, 630, 46]
- continuation-block: [788, 1051, 900, 1302]
- continuation-label: بقیہ: [68, 796, 111, 811]
- continuation-label: بقیہ: [518, 796, 561, 811]
- continuation-number: 56: [4, 796, 68, 811]
- article-text: گلگت بلتستان حکومت کی جانب سے عوامی مسائل کے حل کیلئے اقدامات جاری ہیں اور ترقیاتی منصوبوں پر کام تیزی سے مکمل کیا جا رہا ہے وزیر اعلیٰ نے اجلاس کی صدارت کرتے ہوئے ہدایات جاری کیں کہ عوام کو ریلیف فراہم کیا جائے اور تمام محکمے اپنی کارکردگی کو بہتر بنائیں علاقے میں تعلیم صحت اور بنیادی سہولیات کی فراہمی حکومت کی اولین ترجیح ہے گلگت بلتستان حکومت کی جانب سے عوامی مسائل کے حل کیلئے اقدامات جاری ہیں اور ترقیاتی منصوبوں پر کام تیزی سے مکمل کیا جا رہا ہے وزیر اعلیٰ نے اجلاس کی صدارت کرتے ہوئے ہدایات جاری کیں کہ عوام کو ریلیف فراہم کیا جائے اور تمام محکمے اپنی کارکردگی کو بہتر بنائیں علاقے میں تعلیم صحت اور بنیادی سہولیات کی فراہمی حکومت کی اولین ترجیح ہے گلگت بلتستان حکومت کی جانب سے عوامی مسائل کے حل کیلئے اقدامات جاری ہیں اور ترقیاتی منصوبوں پر کام تیزی سے مکمل کیا جا رہا ہے وزیر اعلیٰ نے اجلاس کی صدارت کرتے ہوئے ہدایات جاری کیں کہ عوام کو ریلیف فراہم کیا جائے اور تمام محکمے اپنی کارکردگی کو بہتر بنائیں علاقے میں تعلیم صحت اور بنیادی سہولیات کی فراہمی حکومت کی اولین ترجیح ہے: [342, 1322, 448, 1554]
- continuation-header: [453, 32, 561, 46]
- continuation-label: بقیہ: [180, 541, 223, 555]
- continuation-number: 3: [791, 541, 855, 555]
- continuation-number: 18: [565, 1306, 630, 1320]
- article-text: گلگت بلتستان حکومت کی جانب سے عوامی مسائل کے حل کیلئے اقدامات جاری ہیں اور ترقیاتی منصوبوں پر کام تیزی سے مکمل کیا جا رہا ہے وزیر اعلیٰ نے اجلاس کی صدارت کرتے ہوئے ہدایات جاری کیں کہ عوام کو ریلیف فراہم کیا جائے اور تمام محکمے اپنی کارکردگی کو بہتر بنائیں علاقے میں تعلیم صحت اور بنیادی سہولیات کی فراہمی حکومت کی اولین ترجیح ہے گلگت بلتستان حکومت کی جانب سے عوامی مسائل کے حل کیلئے اقدامات جاری ہیں اور ترقیاتی منصوبوں پر کام تیزی سے مکمل کیا جا رہا ہے وزیر اعلیٰ نے اجلاس کی صدارت کرتے ہوئے ہدایات جاری کیں کہ عوام کو ریلیف فراہم کیا جائے اور تمام محکمے اپنی کارکردگی کو بہتر بنائیں علاقے میں تعلیم صحت اور بنیادی سہولیات کی فراہمی حکومت کی اولین ترجیح ہے گلگت بلتستان حکومت کی جانب سے عوامی مسائل کے حل کیلئے اقدامات جاری ہیں اور ترقیاتی منصوبوں پر کام تیزی سے مکمل کیا جا رہا ہے وزیر اعلیٰ نے اجلاس کی صدارت کرتے ہوئے ہدایات جاری کیں کہ عوام کو ریلیف فراہم کیا جائے اور تمام محکمے اپنی کارکردگی کو بہتر بنائیں علاقے میں تعلیم صحت اور بنیادی سہولیات کی فراہمی حکومت کی اولین ترجیح ہے: [566, 812, 672, 1045]
- continuation-block: [114, 1306, 226, 1557]
- continuation-header: [116, 1306, 223, 1320]
- news-column: [113, 28, 226, 2573]
- continuation-block: [2, 1306, 114, 1557]
- masthead: [0, 0, 901, 26]
- continuation-number: 16: [565, 796, 630, 811]
- continuation-block: [451, 32, 563, 283]
- continuation-label: بقیہ: [68, 1816, 111, 1830]
- continuation-header: [678, 796, 786, 811]
- continuation-header: [791, 286, 898, 301]
- continuation-label: بقیہ: [855, 1560, 898, 1574]
- block-divider: [5, 537, 110, 538]
- continuation-block: [2, 541, 114, 792]
- continuation-label: بقیہ: [630, 32, 673, 46]
- continuation-block: [114, 2325, 226, 2576]
- continuation-block: [788, 32, 900, 283]
- continuation-block: [563, 1051, 675, 1302]
- continuation-number: 33: [341, 796, 406, 811]
- continuation-label: بقیہ: [518, 32, 561, 46]
- continuation-number: 30: [341, 32, 406, 46]
- continuation-header: [341, 32, 449, 46]
- continuation-block: [563, 1306, 675, 1557]
- article-text: گلگت بلتستان حکومت کی جانب سے عوامی مسائل کے حل کیلئے اقدامات جاری ہیں اور ترقیاتی منصوبوں پر کام تیزی سے مکمل کیا جا رہا ہے وزیر اعلیٰ نے اجلاس کی صدارت کرتے ہوئے ہدایات جاری کیں کہ عوام کو ریلیف فراہم کیا جائے اور تمام محکمے اپنی کارکردگی کو بہتر بنائیں علاقے میں تعلیم صحت اور بنیادی سہولیات کی فراہمی حکومت کی اولین ترجیح ہے گلگت بلتستان حکومت کی جانب سے عوامی مسائل کے حل کیلئے اقدامات جاری ہیں اور ترقیاتی منصوبوں پر کام تیزی سے مکمل کیا جا رہا ہے وزیر اعلیٰ نے اجلاس کی صدارت کرتے ہوئے ہدایات جاری کیں کہ عوام کو ریلیف فراہم کیا جائے اور تمام محکمے اپنی کارکردگی کو بہتر بنائیں علاقے میں تعلیم صحت اور بنیادی سہولیات کی فراہمی حکومت کی اولین ترجیح ہے گلگت بلتستان حکومت کی جانب سے عوامی مسائل کے حل کیلئے اقدامات جاری ہیں اور ترقیاتی منصوبوں پر کام تیزی سے مکمل کیا جا رہا ہے وزیر اعلیٰ نے اجلاس کی صدارت کرتے ہوئے ہدایات جاری کیں کہ عوام کو ریلیف فراہم کیا جائے اور تمام محکمے اپنی کارکردگی کو بہتر بنائیں علاقے میں تعلیم صحت اور بنیادی سہولیات کی فراہمی حکومت کی اولین ترجیح ہے: [5, 1577, 111, 1809]
- article-text: گلگت بلتستان حکومت کی جانب سے عوامی مسائل کے حل کیلئے اقدامات جاری ہیں اور ترقیاتی منصوبوں پر کام تیزی سے مکمل کیا جا رہا ہے وزیر اعلیٰ نے اجلاس کی صدارت کرتے ہوئے ہدایات جاری کیں کہ عوام کو ریلیف فراہم کیا جائے اور تمام محکمے اپنی کارکردگی کو بہتر بنائیں علاقے میں تعلیم صحت اور بنیادی سہولیات کی فراہمی حکومت کی اولین ترجیح ہے گلگت بلتستان حکومت کی جانب سے عوامی مسائل کے حل کیلئے اقدامات جاری ہیں اور ترقیاتی منصوبوں پر کام تیزی سے مکمل کیا جا رہا ہے وزیر اعلیٰ نے اجلاس کی صدارت کرتے ہوئے ہدایات جاری کیں کہ عوام کو ریلیف فراہم کیا جائے اور تمام محکمے اپنی کارکردگی کو بہتر بنائیں علاقے میں تعلیم صحت اور بنیادی سہولیات کی فراہمی حکومت کی اولین ترجیح ہے گلگت بلتستان حکومت کی جانب سے عوامی مسائل کے حل کیلئے اقدامات جاری ہیں اور ترقیاتی منصوبوں پر کام تیزی سے مکمل کیا جا رہا ہے وزیر اعلیٰ نے اجلاس کی صدارت کرتے ہوئے ہدایات جاری کیں کہ عوام کو ریلیف فراہم کیا جائے اور تمام محکمے اپنی کارکردگی کو بہتر بنائیں علاقے میں تعلیم صحت اور بنیادی سہولیات کی فراہمی حکومت کی اولین ترجیح ہے: [117, 1067, 223, 1299]
- continuation-block: [788, 1306, 900, 1557]
- continuation-header: [791, 541, 898, 555]
- block-divider: [229, 792, 336, 793]
- continuation-number: 45: [116, 541, 180, 555]
- continuation-header: [4, 1051, 111, 1065]
- continuation-label: بقیہ: [406, 1560, 449, 1574]
- continuation-number: 11: [678, 796, 742, 811]
- news-column: [225, 28, 339, 1509]
- continuation-label: بقیہ: [406, 1051, 449, 1065]
- continuation-header: [341, 541, 449, 555]
- continuation-number: 59: [4, 1560, 68, 1574]
- article-text: گلگت بلتستان حکومت کی جانب سے عوامی مسائل کے حل کیلئے اقدامات جاری ہیں اور ترقیاتی منصوبوں پر کام تیزی سے مکمل کیا جا رہا ہے وزیر اعلیٰ نے اجلاس کی صدارت کرتے ہوئے ہدایات جاری کیں کہ عوام کو ریلیف فراہم کیا جائے اور تمام محکمے اپنی کارکردگی کو بہتر بنائیں علاقے میں تعلیم صحت اور بنیادی سہولیات کی فراہمی حکومت کی اولین ترجیح ہے گلگت بلتستان حکومت کی جانب سے عوامی مسائل کے حل کیلئے اقدامات جاری ہیں اور ترقیاتی منصوبوں پر کام تیزی سے مکمل کیا جا رہا ہے وزیر اعلیٰ نے اجلاس کی صدارت کرتے ہوئے ہدایات جاری کیں کہ عوام کو ریلیف فراہم کیا جائے اور تمام محکمے اپنی کارکردگی کو بہتر بنائیں علاقے میں تعلیم صحت اور بنیادی سہولیات کی فراہمی حکومت کی اولین ترجیح ہے گلگت بلتستان حکومت کی جانب سے عوامی مسائل کے حل کیلئے اقدامات جاری ہیں اور ترقیاتی منصوبوں پر کام تیزی سے مکمل کیا جا رہا ہے وزیر اعلیٰ نے اجلاس کی صدارت کرتے ہوئے ہدایات جاری کیں کہ عوام کو ریلیف فراہم کیا جائے اور تمام محکمے اپنی کارکردگی کو بہتر بنائیں علاقے میں تعلیم صحت اور بنیادی سہولیات کی فراہمی حکومت کی اولین ترجیح ہے: [566, 48, 672, 280]
- block-divider: [343, 537, 448, 538]
- continuation-header: [4, 1306, 111, 1320]
- article-text: گلگت بلتستان حکومت کی جانب سے عوامی مسائل کے حل کیلئے اقدامات جاری ہیں اور ترقیاتی منصوبوں پر کام تیزی سے مکمل کیا جا رہا ہے وزیر اعلیٰ نے اجلاس کی صدارت کرتے ہوئے ہدایات جاری کیں کہ عوام کو ریلیف فراہم کیا جائے اور تمام محکمے اپنی کارکردگی کو بہتر بنائیں علاقے میں تعلیم صحت اور بنیادی سہولیات کی فراہمی حکومت کی اولین ترجیح ہے گلگت بلتستان حکومت کی جانب سے عوامی مسائل کے حل کیلئے اقدامات جاری ہیں اور ترقیاتی منصوبوں پر کام تیزی سے مکمل کیا جا رہا ہے وزیر اعلیٰ نے اجلاس کی صدارت کرتے ہوئے ہدایات جاری کیں کہ عوام کو ریلیف فراہم کیا جائے اور تمام محکمے اپنی کارکردگی کو بہتر بنائیں علاقے میں تعلیم صحت اور بنیادی سہولیات کی فراہمی حکومت کی اولین ترجیح ہے گلگت بلتستان حکومت کی جانب سے عوامی مسائل کے حل کیلئے اقدامات جاری ہیں اور ترقیاتی منصوبوں پر کام تیزی سے مکمل کیا جا رہا ہے وزیر اعلیٰ نے اجلاس کی صدارت کرتے ہوئے ہدایات جاری کیں کہ عوام کو ریلیف فراہم کیا جائے اور تمام محکمے اپنی کارکردگی کو بہتر بنائیں علاقے میں تعلیم صحت اور بنیادی سہولیات کی فراہمی حکومت کی اولین ترجیح ہے: [5, 558, 111, 790]
- continuation-label: بقیہ: [630, 286, 673, 301]
- continuation-header: [565, 796, 673, 811]
- continuation-number: 52: [116, 2325, 180, 2339]
- continuation-label: بقیہ: [406, 796, 449, 811]
- continuation-header: [791, 32, 898, 46]
- article-text: گلگت بلتستان حکومت کی جانب سے عوامی مسائل کے حل کیلئے اقدامات جاری ہیں اور ترقیاتی منصوبوں پر کام تیزی سے مکمل کیا جا رہا ہے وزیر اعلیٰ نے اجلاس کی صدارت کرتے ہوئے ہدایات جاری کیں کہ عوام کو ریلیف فراہم کیا جائے اور تمام محکمے اپنی کارکردگی کو بہتر بنائیں علاقے میں تعلیم صحت اور بنیادی سہولیات کی فراہمی حکومت کی اولین ترجیح ہے گلگت بلتستان حکومت کی جانب سے عوامی مسائل کے حل کیلئے اقدامات جاری ہیں اور ترقیاتی منصوبوں پر کام تیزی سے مکمل کیا جا رہا ہے وزیر اعلیٰ نے اجلاس کی صدارت کرتے ہوئے ہدایات جاری کیں کہ عوام کو ریلیف فراہم کیا جائے اور تمام محکمے اپنی کارکردگی کو بہتر بنائیں علاقے میں تعلیم صحت اور بنیادی سہولیات کی فراہمی حکومت کی اولین ترجیح ہے گلگت بلتستان حکومت کی جانب سے عوامی مسائل کے حل کیلئے اقدامات جاری ہیں اور ترقیاتی منصوبوں پر کام تیزی سے مکمل کیا جا رہا ہے وزیر اعلیٰ نے اجلاس کی صدارت کرتے ہوئے ہدایات جاری کیں کہ عوام کو ریلیف فراہم کیا جائے اور تمام محکمے اپنی کارکردگی کو بہتر بنائیں علاقے میں تعلیم صحت اور بنیادی سہولیات کی فراہمی حکومت کی اولین ترجیح ہے: [117, 812, 223, 1045]
- continuation-number: 8: [678, 32, 742, 46]
- continuation-block: [563, 286, 675, 538]
- continuation-number: 46: [116, 796, 180, 811]
- continuation-header: [116, 1816, 223, 1830]
- continuation-block: [451, 541, 563, 792]
- continuation-block: [339, 1306, 451, 1557]
- continuation-number: 25: [453, 796, 518, 811]
- block-divider: [679, 537, 785, 538]
- block-divider: [455, 1811, 560, 1812]
- article-text: گلگت بلتستان حکومت کی جانب سے عوامی مسائل کے حل کیلئے اقدامات جاری ہیں اور ترقیاتی منصوبوں پر کام تیزی سے مکمل کیا جا رہا ہے وزیر اعلیٰ نے اجلاس کی صدارت کرتے ہوئے ہدایات جاری کیں کہ عوام کو ریلیف فراہم کیا جائے اور تمام محکمے اپنی کارکردگی کو بہتر بنائیں علاقے میں تعلیم صحت اور بنیادی سہولیات کی فراہمی حکومت کی اولین ترجیح ہے گلگت بلتستان حکومت کی جانب سے عوامی مسائل کے حل کیلئے اقدامات جاری ہیں اور ترقیاتی منصوبوں پر کام تیزی سے مکمل کیا جا رہا ہے وزیر اعلیٰ نے اجلاس کی صدارت کرتے ہوئے ہدایات جاری کیں کہ عوام کو ریلیف فراہم کیا جائے اور تمام محکمے اپنی کارکردگی کو بہتر بنائیں علاقے میں تعلیم صحت اور بنیادی سہولیات کی فراہمی حکومت کی اولین ترجیح ہے گلگت بلتستان حکومت کی جانب سے عوامی مسائل کے حل کیلئے اقدامات جاری ہیں اور ترقیاتی منصوبوں پر کام تیزی سے مکمل کیا جا رہا ہے وزیر اعلیٰ نے اجلاس کی صدارت کرتے ہوئے ہدایات جاری کیں کہ عوام کو ریلیف فراہم کیا جائے اور تمام محکمے اپنی کارکردگی کو بہتر بنائیں علاقے میں تعلیم صحت اور بنیادی سہولیات کی فراہمی حکومت کی اولین ترجیح ہے: [5, 2341, 111, 2573]
- continuation-label: بقیہ: [742, 32, 786, 46]
- continuation-block: [788, 541, 900, 792]
- block-divider: [455, 2066, 560, 2067]
- article-text: گلگت بلتستان حکومت کی جانب سے عوامی مسائل کے حل کیلئے اقدامات جاری ہیں اور ترقیاتی منصوبوں پر کام تیزی سے مکمل کیا جا رہا ہے وزیر اعلیٰ نے اجلاس کی صدارت کرتے ہوئے ہدایات جاری کیں کہ عوام کو ریلیف فراہم کیا جائے اور تمام محکمے اپنی کارکردگی کو بہتر بنائیں علاقے میں تعلیم صحت اور بنیادی سہولیات کی فراہمی حکومت کی اولین ترجیح ہے گلگت بلتستان حکومت کی جانب سے عوامی مسائل کے حل کیلئے اقدامات جاری ہیں اور ترقیاتی منصوبوں پر کام تیزی سے مکمل کیا جا رہا ہے وزیر اعلیٰ نے اجلاس کی صدارت کرتے ہوئے ہدایات جاری کیں کہ عوام کو ریلیف فراہم کیا جائے اور تمام محکمے اپنی کارکردگی کو بہتر بنائیں علاقے میں تعلیم صحت اور بنیادی سہولیات کی فراہمی حکومت کی اولین ترجیح ہے گلگت بلتستان حکومت کی جانب سے عوامی مسائل کے حل کیلئے اقدامات جاری ہیں اور ترقیاتی منصوبوں پر کام تیزی سے مکمل کیا جا رہا ہے وزیر اعلیٰ نے اجلاس کی صدارت کرتے ہوئے ہدایات جاری کیں کہ عوام کو ریلیف فراہم کیا جائے اور تمام محکمے اپنی کارکردگی کو بہتر بنائیں علاقے میں تعلیم صحت اور بنیادی سہولیات کی فراہمی حکومت کی اولین ترجیح ہے: [5, 812, 111, 1045]
- continuation-label: بقیہ: [406, 286, 449, 301]
- article-text: گلگت بلتستان حکومت کی جانب سے عوامی مسائل کے حل کیلئے اقدامات جاری ہیں اور ترقیاتی منصوبوں پر کام تیزی سے مکمل کیا جا رہا ہے وزیر اعلیٰ نے اجلاس کی صدارت کرتے ہوئے ہدایات جاری کیں کہ عوام کو ریلیف فراہم کیا جائے اور تمام محکمے اپنی کارکردگی کو بہتر بنائیں علاقے میں تعلیم صحت اور بنیادی سہولیات کی فراہمی حکومت کی اولین ترجیح ہے گلگت بلتستان حکومت کی جانب سے عوامی مسائل کے حل کیلئے اقدامات جاری ہیں اور ترقیاتی منصوبوں پر کام تیزی سے مکمل کیا جا رہا ہے وزیر اعلیٰ نے اجلاس کی صدارت کرتے ہوئے ہدایات جاری کیں کہ عوام کو ریلیف فراہم کیا جائے اور تمام محکمے اپنی کارکردگی کو بہتر بنائیں علاقے میں تعلیم صحت اور بنیادی سہولیات کی فراہمی حکومت کی اولین ترجیح ہے گلگت بلتستان حکومت کی جانب سے عوامی مسائل کے حل کیلئے اقدامات جاری ہیں اور ترقیاتی منصوبوں پر کام تیزی سے مکمل کیا جا رہا ہے وزیر اعلیٰ نے اجلاس کی صدارت کرتے ہوئے ہدایات جاری کیں کہ عوام کو ریلیف فراہم کیا جائے اور تمام محکمے اپنی کارکردگی کو بہتر بنائیں علاقے میں تعلیم صحت اور بنیادی سہولیات کی فراہمی حکومت کی اولین ترجیح ہے: [342, 1067, 448, 1299]
- block-divider: [343, 1556, 448, 1557]
- continuation-block: [451, 1560, 563, 1811]
- continuation-number: 9: [678, 286, 742, 301]
- article-text: گلگت بلتستان حکومت کی جانب سے عوامی مسائل کے حل کیلئے اقدامات جاری ہیں اور ترقیاتی منصوبوں پر کام تیزی سے مکمل کیا جا رہا ہے وزیر اعلیٰ نے اجلاس کی صدارت کرتے ہوئے ہدایات جاری کیں کہ عوام کو ریلیف فراہم کیا جائے اور تمام محکمے اپنی کارکردگی کو بہتر بنائیں علاقے میں تعلیم صحت اور بنیادی سہولیات کی فراہمی حکومت کی اولین ترجیح ہے گلگت بلتستان حکومت کی جانب سے عوامی مسائل کے حل کیلئے اقدامات جاری ہیں اور ترقیاتی منصوبوں پر کام تیزی سے مکمل کیا جا رہا ہے وزیر اعلیٰ نے اجلاس کی صدارت کرتے ہوئے ہدایات جاری کیں کہ عوام کو ریلیف فراہم کیا جائے اور تمام محکمے اپنی کارکردگی کو بہتر بنائیں علاقے میں تعلیم صحت اور بنیادی سہولیات کی فراہمی حکومت کی اولین ترجیح ہے گلگت بلتستان حکومت کی جانب سے عوامی مسائل کے حل کیلئے اقدامات جاری ہیں اور ترقیاتی منصوبوں پر کام تیزی سے مکمل کیا جا رہا ہے وزیر اعلیٰ نے اجلاس کی صدارت کرتے ہوئے ہدایات جاری کیں کہ عوام کو ریلیف فراہم کیا جائے اور تمام محکمے اپنی کارکردگی کو بہتر بنائیں علاقے میں تعلیم صحت اور بنیادی سہولیات کی فراہمی حکومت کی اولین ترجیح ہے: [454, 1831, 560, 2064]
- continuation-number: 57: [4, 1051, 68, 1065]
- block-divider: [567, 537, 672, 538]
- article-text: گلگت بلتستان حکومت کی جانب سے عوامی مسائل کے حل کیلئے اقدامات جاری ہیں اور ترقیاتی منصوبوں پر کام تیزی سے مکمل کیا جا رہا ہے وزیر اعلیٰ نے اجلاس کی صدارت کرتے ہوئے ہدایات جاری کیں کہ عوام کو ریلیف فراہم کیا جائے اور تمام محکمے اپنی کارکردگی کو بہتر بنائیں علاقے میں تعلیم صحت اور بنیادی سہولیات کی فراہمی حکومت کی اولین ترجیح ہے گلگت بلتستان حکومت کی جانب سے عوامی مسائل کے حل کیلئے اقدامات جاری ہیں اور ترقیاتی منصوبوں پر کام تیزی سے مکمل کیا جا رہا ہے وزیر اعلیٰ نے اجلاس کی صدارت کرتے ہوئے ہدایات جاری کیں کہ عوام کو ریلیف فراہم کیا جائے اور تمام محکمے اپنی کارکردگی کو بہتر بنائیں علاقے میں تعلیم صحت اور بنیادی سہولیات کی فراہمی حکومت کی اولین ترجیح ہے گلگت بلتستان حکومت کی جانب سے عوامی مسائل کے حل کیلئے اقدامات جاری ہیں اور ترقیاتی منصوبوں پر کام تیزی سے مکمل کیا جا رہا ہے وزیر اعلیٰ نے اجلاس کی صدارت کرتے ہوئے ہدایات جاری کیں کہ عوام کو ریلیف فراہم کیا جائے اور تمام محکمے اپنی کارکردگی کو بہتر بنائیں علاقے میں تعلیم صحت اور بنیادی سہولیات کی فراہمی حکومت کی اولین ترجیح ہے: [454, 812, 560, 1045]
- continuation-header: [228, 541, 337, 555]
- continuation-number: 48: [116, 1306, 180, 1320]
- block-divider: [792, 792, 897, 793]
- block-divider: [5, 2066, 110, 2067]
- continuation-header: [116, 1051, 223, 1065]
- continuation-block: [2, 1560, 114, 1811]
- block-divider: [343, 282, 448, 283]
- continuation-header: [4, 1560, 111, 1574]
- continuation-number: 27: [453, 1306, 518, 1320]
- continuation-header: [341, 1816, 449, 1830]
- continuation-header: [791, 1306, 898, 1320]
- continuation-block: [114, 796, 226, 1047]
- continuation-block: [675, 796, 788, 1047]
- continuation-number: 14: [565, 286, 630, 301]
- continuation-block: [226, 796, 339, 1047]
- continuation-block: [563, 796, 675, 1047]
- block-divider: [343, 792, 448, 793]
- article-text: گلگت بلتستان حکومت کی جانب سے عوامی مسائل کے حل کیلئے اقدامات جاری ہیں اور ترقیاتی منصوبوں پر کام تیزی سے مکمل کیا جا رہا ہے وزیر اعلیٰ نے اجلاس کی صدارت کرتے ہوئے ہدایات جاری کیں کہ عوام کو ریلیف فراہم کیا جائے اور تمام محکمے اپنی کارکردگی کو بہتر بنائیں علاقے میں تعلیم صحت اور بنیادی سہولیات کی فراہمی حکومت کی اولین ترجیح ہے گلگت بلتستان حکومت کی جانب سے عوامی مسائل کے حل کیلئے اقدامات جاری ہیں اور ترقیاتی منصوبوں پر کام تیزی سے مکمل کیا جا رہا ہے وزیر اعلیٰ نے اجلاس کی صدارت کرتے ہوئے ہدایات جاری کیں کہ عوام کو ریلیف فراہم کیا جائے اور تمام محکمے اپنی کارکردگی کو بہتر بنائیں علاقے میں تعلیم صحت اور بنیادی سہولیات کی فراہمی حکومت کی اولین ترجیح ہے گلگت بلتستان حکومت کی جانب سے عوامی مسائل کے حل کیلئے اقدامات جاری ہیں اور ترقیاتی منصوبوں پر کام تیزی سے مکمل کیا جا رہا ہے وزیر اعلیٰ نے اجلاس کی صدارت کرتے ہوئے ہدایات جاری کیں کہ عوام کو ریلیف فراہم کیا جائے اور تمام محکمے اپنی کارکردگی کو بہتر بنائیں علاقے میں تعلیم صحت اور بنیادی سہولیات کی فراہمی حکومت کی اولین ترجیح ہے: [5, 303, 111, 535]
- continuation-number: 24: [453, 541, 518, 555]
- article-text: گلگت بلتستان حکومت کی جانب سے عوامی مسائل کے حل کیلئے اقدامات جاری ہیں اور ترقیاتی منصوبوں پر کام تیزی سے مکمل کیا جا رہا ہے وزیر اعلیٰ نے اجلاس کی صدارت کرتے ہوئے ہدایات جاری کیں کہ عوام کو ریلیف فراہم کیا جائے اور تمام محکمے اپنی کارکردگی کو بہتر بنائیں علاقے میں تعلیم صحت اور بنیادی سہولیات کی فراہمی حکومت کی اولین ترجیح ہے گلگت بلتستان حکومت کی جانب سے عوامی مسائل کے حل کیلئے اقدامات جاری ہیں اور ترقیاتی منصوبوں پر کام تیزی سے مکمل کیا جا رہا ہے وزیر اعلیٰ نے اجلاس کی صدارت کرتے ہوئے ہدایات جاری کیں کہ عوام کو ریلیف فراہم کیا جائے اور تمام محکمے اپنی کارکردگی کو بہتر بنائیں علاقے میں تعلیم صحت اور بنیادی سہولیات کی فراہمی حکومت کی اولین ترجیح ہے گلگت بلتستان حکومت کی جانب سے عوامی مسائل کے حل کیلئے اقدامات جاری ہیں اور ترقیاتی منصوبوں پر کام تیزی سے مکمل کیا جا رہا ہے وزیر اعلیٰ نے اجلاس کی صدارت کرتے ہوئے ہدایات جاری کیں کہ عوام کو ریلیف فراہم کیا جائے اور تمام محکمے اپنی کارکردگی کو بہتر بنائیں علاقے میں تعلیم صحت اور بنیادی سہولیات کی فراہمی حکومت کی اولین ترجیح ہے: [342, 558, 448, 790]
- continuation-label: بقیہ: [180, 1560, 223, 1574]
- continuation-number: 34: [341, 1051, 406, 1065]
- continuation-block: [675, 541, 788, 792]
- article-text: گلگت بلتستان حکومت کی جانب سے عوامی مسائل کے حل کیلئے اقدامات جاری ہیں اور ترقیاتی منصوبوں پر کام تیزی سے مکمل کیا جا رہا ہے وزیر اعلیٰ نے اجلاس کی صدارت کرتے ہوئے ہدایات جاری کیں کہ عوام کو ریلیف فراہم کیا جائے اور تمام محکمے اپنی کارکردگی کو بہتر بنائیں علاقے میں تعلیم صحت اور بنیادی سہولیات کی فراہمی حکومت کی اولین ترجیح ہے گلگت بلتستان حکومت کی جانب سے عوامی مسائل کے حل کیلئے اقدامات جاری ہیں اور ترقیاتی منصوبوں پر کام تیزی سے مکمل کیا جا رہا ہے وزیر اعلیٰ نے اجلاس کی صدارت کرتے ہوئے ہدایات جاری کیں کہ عوام کو ریلیف فراہم کیا جائے اور تمام محکمے اپنی کارکردگی کو بہتر بنائیں علاقے میں تعلیم صحت اور بنیادی سہولیات کی فراہمی حکومت کی اولین ترجیح ہے گلگت بلتستان حکومت کی جانب سے عوامی مسائل کے حل کیلئے اقدامات جاری ہیں اور ترقیاتی منصوبوں پر کام تیزی سے مکمل کیا جا رہا ہے وزیر اعلیٰ نے اجلاس کی صدارت کرتے ہوئے ہدایات جاری کیں کہ عوام کو ریلیف فراہم کیا جائے اور تمام محکمے اپنی کارکردگی کو بہتر بنائیں علاقے میں تعلیم صحت اور بنیادی سہولیات کی فراہمی حکومت کی اولین ترجیح ہے: [229, 303, 336, 535]
- continuation-number: 43: [116, 32, 180, 46]
- continuation-header: [453, 1051, 561, 1065]
- continuation-header: [228, 1051, 337, 1065]
- continuation-header: [116, 2325, 223, 2339]
- continuation-number: 32: [341, 541, 406, 555]
- continuation-number: 7: [791, 1560, 855, 1574]
- continuation-number: 12: [678, 1051, 742, 1065]
- continuation-block: [451, 796, 563, 1047]
- continuation-block: [451, 286, 563, 538]
- continuation-number: 41: [228, 796, 293, 811]
- continuation-number: 42: [228, 1051, 293, 1065]
- continuation-number: 10: [678, 541, 742, 555]
- continuation-header: [116, 1560, 223, 1574]
- article-text: گلگت بلتستان حکومت کی جانب سے عوامی مسائل کے حل کیلئے اقدامات جاری ہیں اور ترقیاتی منصوبوں پر کام تیزی سے مکمل کیا جا رہا ہے وزیر اعلیٰ نے اجلاس کی صدارت کرتے ہوئے ہدایات جاری کیں کہ عوام کو ریلیف فراہم کیا جائے اور تمام محکمے اپنی کارکردگی کو بہتر بنائیں علاقے میں تعلیم صحت اور بنیادی سہولیات کی فراہمی حکومت کی اولین ترجیح ہے گلگت بلتستان حکومت کی جانب سے عوامی مسائل کے حل کیلئے اقدامات جاری ہیں اور ترقیاتی منصوبوں پر کام تیزی سے مکمل کیا جا رہا ہے وزیر اعلیٰ نے اجلاس کی صدارت کرتے ہوئے ہدایات جاری کیں کہ عوام کو ریلیف فراہم کیا جائے اور تمام محکمے اپنی کارکردگی کو بہتر بنائیں علاقے میں تعلیم صحت اور بنیادی سہولیات کی فراہمی حکومت کی اولین ترجیح ہے گلگت بلتستان حکومت کی جانب سے عوامی مسائل کے حل کیلئے اقدامات جاری ہیں اور ترقیاتی منصوبوں پر کام تیزی سے مکمل کیا جا رہا ہے وزیر اعلیٰ نے اجلاس کی صدارت کرتے ہوئے ہدایات جاری کیں کہ عوام کو ریلیف فراہم کیا جائے اور تمام محکمے اپنی کارکردگی کو بہتر بنائیں علاقے میں تعلیم صحت اور بنیادی سہولیات کی فراہمی حکومت کی اولین ترجیح ہے: [791, 1322, 897, 1554]
- continuation-block: [2, 2325, 114, 2576]
- continuation-block: [339, 541, 451, 792]
- continuation-label: بقیہ: [68, 541, 111, 555]
- continuation-block: [226, 286, 339, 538]
- block-divider: [455, 282, 560, 283]
- continuation-header: [4, 796, 111, 811]
- continuation-label: بقیہ: [518, 1816, 561, 1830]
- continuation-block: [114, 1051, 226, 1302]
- article-text: گلگت بلتستان حکومت کی جانب سے عوامی مسائل کے حل کیلئے اقدامات جاری ہیں اور ترقیاتی منصوبوں پر کام تیزی سے مکمل کیا جا رہا ہے وزیر اعلیٰ نے اجلاس کی صدارت کرتے ہوئے ہدایات جاری کیں کہ عوام کو ریلیف فراہم کیا جائے اور تمام محکمے اپنی کارکردگی کو بہتر بنائیں علاقے میں تعلیم صحت اور بنیادی سہولیات کی فراہمی حکومت کی اولین ترجیح ہے گلگت بلتستان حکومت کی جانب سے عوامی مسائل کے حل کیلئے اقدامات جاری ہیں اور ترقیاتی منصوبوں پر کام تیزی سے مکمل کیا جا رہا ہے وزیر اعلیٰ نے اجلاس کی صدارت کرتے ہوئے ہدایات جاری کیں کہ عوام کو ریلیف فراہم کیا جائے اور تمام محکمے اپنی کارکردگی کو بہتر بنائیں علاقے میں تعلیم صحت اور بنیادی سہولیات کی فراہمی حکومت کی اولین ترجیح ہے گلگت بلتستان حکومت کی جانب سے عوامی مسائل کے حل کیلئے اقدامات جاری ہیں اور ترقیاتی منصوبوں پر کام تیزی سے مکمل کیا جا رہا ہے وزیر اعلیٰ نے اجلاس کی صدارت کرتے ہوئے ہدایات جاری کیں کہ عوام کو ریلیف فراہم کیا جائے اور تمام محکمے اپنی کارکردگی کو بہتر بنائیں علاقے میں تعلیم صحت اور بنیادی سہولیات کی فراہمی حکومت کی اولین ترجیح ہے: [791, 48, 897, 280]
- continuation-block: [675, 32, 788, 283]
- continuation-block: [563, 541, 675, 792]
- continuation-label: بقیہ: [855, 32, 898, 46]
- article-text: گلگت بلتستان حکومت کی جانب سے عوامی مسائل کے حل کیلئے اقدامات جاری ہیں اور ترقیاتی منصوبوں پر کام تیزی سے مکمل کیا جا رہا ہے وزیر اعلیٰ نے اجلاس کی صدارت کرتے ہوئے ہدایات جاری کیں کہ عوام کو ریلیف فراہم کیا جائے اور تمام محکمے اپنی کارکردگی کو بہتر بنائیں علاقے میں تعلیم صحت اور بنیادی سہولیات کی فراہمی حکومت کی اولین ترجیح ہے گلگت بلتستان حکومت کی جانب سے عوامی مسائل کے حل کیلئے اقدامات جاری ہیں اور ترقیاتی منصوبوں پر کام تیزی سے مکمل کیا جا رہا ہے وزیر اعلیٰ نے اجلاس کی صدارت کرتے ہوئے ہدایات جاری کیں کہ عوام کو ریلیف فراہم کیا جائے اور تمام محکمے اپنی کارکردگی کو بہتر بنائیں علاقے میں تعلیم صحت اور بنیادی سہولیات کی فراہمی حکومت کی اولین ترجیح ہے گلگت بلتستان حکومت کی جانب سے عوامی مسائل کے حل کیلئے اقدامات جاری ہیں اور ترقیاتی منصوبوں پر کام تیزی سے مکمل کیا جا رہا ہے وزیر اعلیٰ نے اجلاس کی صدارت کرتے ہوئے ہدایات جاری کیں کہ عوام کو ریلیف فراہم کیا جائے اور تمام محکمے اپنی کارکردگی کو بہتر بنائیں علاقے میں تعلیم صحت اور بنیادی سہولیات کی فراہمی حکومت کی اولین ترجیح ہے: [678, 1067, 785, 1299]
- continuation-label: بقیہ: [742, 1051, 786, 1065]
- continuation-label: بقیہ: [68, 2070, 111, 2084]
- block-divider: [117, 792, 222, 793]
- block-divider: [5, 792, 110, 793]
- continuation-header: [116, 541, 223, 555]
- continuation-header: [341, 1051, 449, 1065]
- article-text: گلگت بلتستان حکومت کی جانب سے عوامی مسائل کے حل کیلئے اقدامات جاری ہیں اور ترقیاتی منصوبوں پر کام تیزی سے مکمل کیا جا رہا ہے وزیر اعلیٰ نے اجلاس کی صدارت کرتے ہوئے ہدایات جاری کیں کہ عوام کو ریلیف فراہم کیا جائے اور تمام محکمے اپنی کارکردگی کو بہتر بنائیں علاقے میں تعلیم صحت اور بنیادی سہولیات کی فراہمی حکومت کی اولین ترجیح ہے گلگت بلتستان حکومت کی جانب سے عوامی مسائل کے حل کیلئے اقدامات جاری ہیں اور ترقیاتی منصوبوں پر کام تیزی سے مکمل کیا جا رہا ہے وزیر اعلیٰ نے اجلاس کی صدارت کرتے ہوئے ہدایات جاری کیں کہ عوام کو ریلیف فراہم کیا جائے اور تمام محکمے اپنی کارکردگی کو بہتر بنائیں علاقے میں تعلیم صحت اور بنیادی سہولیات کی فراہمی حکومت کی اولین ترجیح ہے گلگت بلتستان حکومت کی جانب سے عوامی مسائل کے حل کیلئے اقدامات جاری ہیں اور ترقیاتی منصوبوں پر کام تیزی سے مکمل کیا جا رہا ہے وزیر اعلیٰ نے اجلاس کی صدارت کرتے ہوئے ہدایات جاری کیں کہ عوام کو ریلیف فراہم کیا جائے اور تمام محکمے اپنی کارکردگی کو بہتر بنائیں علاقے میں تعلیم صحت اور بنیادی سہولیات کی فراہمی حکومت کی اولین ترجیح ہے: [5, 1322, 111, 1554]
- article-text: گلگت بلتستان حکومت کی جانب سے عوامی مسائل کے حل کیلئے اقدامات جاری ہیں اور ترقیاتی منصوبوں پر کام تیزی سے مکمل کیا جا رہا ہے وزیر اعلیٰ نے اجلاس کی صدارت کرتے ہوئے ہدایات جاری کیں کہ عوام کو ریلیف فراہم کیا جائے اور تمام محکمے اپنی کارکردگی کو بہتر بنائیں علاقے میں تعلیم صحت اور بنیادی سہولیات کی فراہمی حکومت کی اولین ترجیح ہے گلگت بلتستان حکومت کی جانب سے عوامی مسائل کے حل کیلئے اقدامات جاری ہیں اور ترقیاتی منصوبوں پر کام تیزی سے مکمل کیا جا رہا ہے وزیر اعلیٰ نے اجلاس کی صدارت کرتے ہوئے ہدایات جاری کیں کہ عوام کو ریلیف فراہم کیا جائے اور تمام محکمے اپنی کارکردگی کو بہتر بنائیں علاقے میں تعلیم صحت اور بنیادی سہولیات کی فراہمی حکومت کی اولین ترجیح ہے گلگت بلتستان حکومت کی جانب سے عوامی مسائل کے حل کیلئے اقدامات جاری ہیں اور ترقیاتی منصوبوں پر کام تیزی سے مکمل کیا جا رہا ہے وزیر اعلیٰ نے اجلاس کی صدارت کرتے ہوئے ہدایات جاری کیں کہ عوام کو ریلیف فراہم کیا جائے اور تمام محکمے اپنی کارکردگی کو بہتر بنائیں علاقے میں تعلیم صحت اور بنیادی سہولیات کی فراہمی حکومت کی اولین ترجیح ہے: [117, 303, 223, 535]
- block-divider: [792, 537, 897, 538]
- continuation-number: 47: [116, 1051, 180, 1065]
- continuation-block: [788, 1560, 900, 1811]
- continuation-number: 2: [791, 286, 855, 301]
- continuation-header: [341, 796, 449, 811]
- continuation-number: 23: [453, 286, 518, 301]
- block-divider: [5, 1556, 110, 1557]
- continuation-number: 38: [228, 32, 293, 46]
- continuation-number: 17: [565, 1051, 630, 1065]
- article-text: گلگت بلتستان حکومت کی جانب سے عوامی مسائل کے حل کیلئے اقدامات جاری ہیں اور ترقیاتی منصوبوں پر کام تیزی سے مکمل کیا جا رہا ہے وزیر اعلیٰ نے اجلاس کی صدارت کرتے ہوئے ہدایات جاری کیں کہ عوام کو ریلیف فراہم کیا جائے اور تمام محکمے اپنی کارکردگی کو بہتر بنائیں علاقے میں تعلیم صحت اور بنیادی سہولیات کی فراہمی حکومت کی اولین ترجیح ہے گلگت بلتستان حکومت کی جانب سے عوامی مسائل کے حل کیلئے اقدامات جاری ہیں اور ترقیاتی منصوبوں پر کام تیزی سے مکمل کیا جا رہا ہے وزیر اعلیٰ نے اجلاس کی صدارت کرتے ہوئے ہدایات جاری کیں کہ عوام کو ریلیف فراہم کیا جائے اور تمام محکمے اپنی کارکردگی کو بہتر بنائیں علاقے میں تعلیم صحت اور بنیادی سہولیات کی فراہمی حکومت کی اولین ترجیح ہے گلگت بلتستان حکومت کی جانب سے عوامی مسائل کے حل کیلئے اقدامات جاری ہیں اور ترقیاتی منصوبوں پر کام تیزی سے مکمل کیا جا رہا ہے وزیر اعلیٰ نے اجلاس کی صدارت کرتے ہوئے ہدایات جاری کیں کہ عوام کو ریلیف فراہم کیا جائے اور تمام محکمے اپنی کارکردگی کو بہتر بنائیں علاقے میں تعلیم صحت اور بنیادی سہولیات کی فراہمی حکومت کی اولین ترجیح ہے: [454, 558, 560, 790]
- continuation-number: 54: [4, 286, 68, 301]
- continuation-number: 62: [4, 2325, 68, 2339]
- continuation-block: [114, 1816, 226, 2067]
- continuation-number: 26: [453, 1051, 518, 1065]
- continuation-block: [339, 286, 451, 538]
- continuation-number: 60: [4, 1816, 68, 1830]
- continuation-label: بقیہ: [406, 1306, 449, 1320]
- continuation-label: بقیہ: [180, 796, 223, 811]
- continuation-label: بقیہ: [180, 2325, 223, 2339]
- article-text: گلگت بلتستان حکومت کی جانب سے عوامی مسائل کے حل کیلئے اقدامات جاری ہیں اور ترقیاتی منصوبوں پر کام تیزی سے مکمل کیا جا رہا ہے وزیر اعلیٰ نے اجلاس کی صدارت کرتے ہوئے ہدایات جاری کیں کہ عوام کو ریلیف فراہم کیا جائے اور تمام محکمے اپنی کارکردگی کو بہتر بنائیں علاقے میں تعلیم صحت اور بنیادی سہولیات کی فراہمی حکومت کی اولین ترجیح ہے گلگت بلتستان حکومت کی جانب سے عوامی مسائل کے حل کیلئے اقدامات جاری ہیں اور ترقیاتی منصوبوں پر کام تیزی سے مکمل کیا جا رہا ہے وزیر اعلیٰ نے اجلاس کی صدارت کرتے ہوئے ہدایات جاری کیں کہ عوام کو ریلیف فراہم کیا جائے اور تمام محکمے اپنی کارکردگی کو بہتر بنائیں علاقے میں تعلیم صحت اور بنیادی سہولیات کی فراہمی حکومت کی اولین ترجیح ہے گلگت بلتستان حکومت کی جانب سے عوامی مسائل کے حل کیلئے اقدامات جاری ہیں اور ترقیاتی منصوبوں پر کام تیزی سے مکمل کیا جا رہا ہے وزیر اعلیٰ نے اجلاس کی صدارت کرتے ہوئے ہدایات جاری کیں کہ عوام کو ریلیف فراہم کیا جائے اور تمام محکمے اپنی کارکردگی کو بہتر بنائیں علاقے میں تعلیم صحت اور بنیادی سہولیات کی فراہمی حکومت کی اولین ترجیح ہے: [678, 48, 785, 280]
- continuation-number: 50: [116, 1816, 180, 1830]
- continuation-label: بقیہ: [518, 286, 561, 301]
- continuation-label: بقیہ: [68, 32, 111, 46]
- block-divider: [679, 282, 785, 283]
- continuation-block: [788, 286, 900, 538]
- block-divider: [792, 282, 897, 283]
- continuation-number: 28: [453, 1560, 518, 1574]
- continuation-header: [453, 541, 561, 555]
- continuation-block: [339, 796, 451, 1047]
- continuation-label: بقیہ: [518, 1560, 561, 1574]
- continuation-block: [2, 796, 114, 1047]
- article-text: گلگت بلتستان حکومت کی جانب سے عوامی مسائل کے حل کیلئے اقدامات جاری ہیں اور ترقیاتی منصوبوں پر کام تیزی سے مکمل کیا جا رہا ہے وزیر اعلیٰ نے اجلاس کی صدارت کرتے ہوئے ہدایات جاری کیں کہ عوام کو ریلیف فراہم کیا جائے اور تمام محکمے اپنی کارکردگی کو بہتر بنائیں علاقے میں تعلیم صحت اور بنیادی سہولیات کی فراہمی حکومت کی اولین ترجیح ہے گلگت بلتستان حکومت کی جانب سے عوامی مسائل کے حل کیلئے اقدامات جاری ہیں اور ترقیاتی منصوبوں پر کام تیزی سے مکمل کیا جا رہا ہے وزیر اعلیٰ نے اجلاس کی صدارت کرتے ہوئے ہدایات جاری کیں کہ عوام کو ریلیف فراہم کیا جائے اور تمام محکمے اپنی کارکردگی کو بہتر بنائیں علاقے میں تعلیم صحت اور بنیادی سہولیات کی فراہمی حکومت کی اولین ترجیح ہے گلگت بلتستان حکومت کی جانب سے عوامی مسائل کے حل کیلئے اقدامات جاری ہیں اور ترقیاتی منصوبوں پر کام تیزی سے مکمل کیا جا رہا ہے وزیر اعلیٰ نے اجلاس کی صدارت کرتے ہوئے ہدایات جاری کیں کہ عوام کو ریلیف فراہم کیا جائے اور تمام محکمے اپنی کارکردگی کو بہتر بنائیں علاقے میں تعلیم صحت اور بنیادی سہولیات کی فراہمی حکومت کی اولین ترجیح ہے: [566, 558, 672, 790]
- continuation-block: [2, 1051, 114, 1302]
- article-text: گلگت بلتستان حکومت کی جانب سے عوامی مسائل کے حل کیلئے اقدامات جاری ہیں اور ترقیاتی منصوبوں پر کام تیزی سے مکمل کیا جا رہا ہے وزیر اعلیٰ نے اجلاس کی صدارت کرتے ہوئے ہدایات جاری کیں کہ عوام کو ریلیف فراہم کیا جائے اور تمام محکمے اپنی کارکردگی کو بہتر بنائیں علاقے میں تعلیم صحت اور بنیادی سہولیات کی فراہمی حکومت کی اولین ترجیح ہے گلگت بلتستان حکومت کی جانب سے عوامی مسائل کے حل کیلئے اقدامات جاری ہیں اور ترقیاتی منصوبوں پر کام تیزی سے مکمل کیا جا رہا ہے وزیر اعلیٰ نے اجلاس کی صدارت کرتے ہوئے ہدایات جاری کیں کہ عوام کو ریلیف فراہم کیا جائے اور تمام محکمے اپنی کارکردگی کو بہتر بنائیں علاقے میں تعلیم صحت اور بنیادی سہولیات کی فراہمی حکومت کی اولین ترجیح ہے گلگت بلتستان حکومت کی جانب سے عوامی مسائل کے حل کیلئے اقدامات جاری ہیں اور ترقیاتی منصوبوں پر کام تیزی سے مکمل کیا جا رہا ہے وزیر اعلیٰ نے اجلاس کی صدارت کرتے ہوئے ہدایات جاری کیں کہ عوام کو ریلیف فراہم کیا جائے اور تمام محکمے اپنی کارکردگی کو بہتر بنائیں علاقے میں تعلیم صحت اور بنیادی سہولیات کی فراہمی حکومت کی اولین ترجیح ہے: [566, 1067, 672, 1299]
- continuation-block: [675, 286, 788, 538]
- article-text: گلگت بلتستان حکومت کی جانب سے عوامی مسائل کے حل کیلئے اقدامات جاری ہیں اور ترقیاتی منصوبوں پر کام تیزی سے مکمل کیا جا رہا ہے وزیر اعلیٰ نے اجلاس کی صدارت کرتے ہوئے ہدایات جاری کیں کہ عوام کو ریلیف فراہم کیا جائے اور تمام محکمے اپنی کارکردگی کو بہتر بنائیں علاقے میں تعلیم صحت اور بنیادی سہولیات کی فراہمی حکومت کی اولین ترجیح ہے گلگت بلتستان حکومت کی جانب سے عوامی مسائل کے حل کیلئے اقدامات جاری ہیں اور ترقیاتی منصوبوں پر کام تیزی سے مکمل کیا جا رہا ہے وزیر اعلیٰ نے اجلاس کی صدارت کرتے ہوئے ہدایات جاری کیں کہ عوام کو ریلیف فراہم کیا جائے اور تمام محکمے اپنی کارکردگی کو بہتر بنائیں علاقے میں تعلیم صحت اور بنیادی سہولیات کی فراہمی حکومت کی اولین ترجیح ہے گلگت بلتستان حکومت کی جانب سے عوامی مسائل کے حل کیلئے اقدامات جاری ہیں اور ترقیاتی منصوبوں پر کام تیزی سے مکمل کیا جا رہا ہے وزیر اعلیٰ نے اجلاس کی صدارت کرتے ہوئے ہدایات جاری کیں کہ عوام کو ریلیف فراہم کیا جائے اور تمام محکمے اپنی کارکردگی کو بہتر بنائیں علاقے میں تعلیم صحت اور بنیادی سہولیات کی فراہمی حکومت کی اولین ترجیح ہے: [5, 48, 111, 280]
- article-text: گلگت بلتستان حکومت کی جانب سے عوامی مسائل کے حل کیلئے اقدامات جاری ہیں اور ترقیاتی منصوبوں پر کام تیزی سے مکمل کیا جا رہا ہے وزیر اعلیٰ نے اجلاس کی صدارت کرتے ہوئے ہدایات جاری کیں کہ عوام کو ریلیف فراہم کیا جائے اور تمام محکمے اپنی کارکردگی کو بہتر بنائیں علاقے میں تعلیم صحت اور بنیادی سہولیات کی فراہمی حکومت کی اولین ترجیح ہے گلگت بلتستان حکومت کی جانب سے عوامی مسائل کے حل کیلئے اقدامات جاری ہیں اور ترقیاتی منصوبوں پر کام تیزی سے مکمل کیا جا رہا ہے وزیر اعلیٰ نے اجلاس کی صدارت کرتے ہوئے ہدایات جاری کیں کہ عوام کو ریلیف فراہم کیا جائے اور تمام محکمے اپنی کارکردگی کو بہتر بنائیں علاقے میں تعلیم صحت اور بنیادی سہولیات کی فراہمی حکومت کی اولین ترجیح ہے گلگت بلتستان حکومت کی جانب سے عوامی مسائل کے حل کیلئے اقدامات جاری ہیں اور ترقیاتی منصوبوں پر کام تیزی سے مکمل کیا جا رہا ہے وزیر اعلیٰ نے اجلاس کی صدارت کرتے ہوئے ہدایات جاری کیں کہ عوام کو ریلیف فراہم کیا جائے اور تمام محکمے اپنی کارکردگی کو بہتر بنائیں علاقے میں تعلیم صحت اور بنیادی سہولیات کی فراہمی حکومت کی اولین ترجیح ہے: [678, 303, 785, 535]
- continuation-label: بقیہ: [68, 286, 111, 301]
- continuation-header: [678, 1051, 786, 1065]
- continuation-header: [228, 32, 337, 46]
- article-text: گلگت بلتستان حکومت کی جانب سے عوامی مسائل کے حل کیلئے اقدامات جاری ہیں اور ترقیاتی منصوبوں پر کام تیزی سے مکمل کیا جا رہا ہے وزیر اعلیٰ نے اجلاس کی صدارت کرتے ہوئے ہدایات جاری کیں کہ عوام کو ریلیف فراہم کیا جائے اور تمام محکمے اپنی کارکردگی کو بہتر بنائیں علاقے میں تعلیم صحت اور بنیادی سہولیات کی فراہمی حکومت کی اولین ترجیح ہے گلگت بلتستان حکومت کی جانب سے عوامی مسائل کے حل کیلئے اقدامات جاری ہیں اور ترقیاتی منصوبوں پر کام تیزی سے مکمل کیا جا رہا ہے وزیر اعلیٰ نے اجلاس کی صدارت کرتے ہوئے ہدایات جاری کیں کہ عوام کو ریلیف فراہم کیا جائے اور تمام محکمے اپنی کارکردگی کو بہتر بنائیں علاقے میں تعلیم صحت اور بنیادی سہولیات کی فراہمی حکومت کی اولین ترجیح ہے گلگت بلتستان حکومت کی جانب سے عوامی مسائل کے حل کیلئے اقدامات جاری ہیں اور ترقیاتی منصوبوں پر کام تیزی سے مکمل کیا جا رہا ہے وزیر اعلیٰ نے اجلاس کی صدارت کرتے ہوئے ہدایات جاری کیں کہ عوام کو ریلیف فراہم کیا جائے اور تمام محکمے اپنی کارکردگی کو بہتر بنائیں علاقے میں تعلیم صحت اور بنیادی سہولیات کی فراہمی حکومت کی اولین ترجیح ہے: [117, 1322, 223, 1554]
- continuation-block: [2, 2070, 114, 2321]
- news-column: [675, 28, 788, 1509]
- continuation-block: [114, 1560, 226, 1811]
- continuation-number: 51: [116, 2070, 180, 2084]
- block-divider: [792, 1556, 897, 1557]
- continuation-label: بقیہ: [518, 541, 561, 555]
- block-divider: [117, 1556, 222, 1557]
- continuation-header: [565, 541, 673, 555]
- continuation-number: 40: [228, 541, 293, 555]
- continuation-header: [341, 1560, 449, 1574]
- continuation-block: [226, 1051, 339, 1302]
- continuation-header: [4, 32, 111, 46]
- continuation-block: [2, 286, 114, 538]
- continuation-number: 1: [791, 32, 855, 46]
- continuation-label: بقیہ: [742, 796, 786, 811]
- continuation-header: [116, 32, 223, 46]
- continuation-header: [453, 1816, 561, 1830]
- block-divider: [567, 792, 672, 793]
- continuation-number: 58: [4, 1306, 68, 1320]
- continuation-label: بقیہ: [742, 286, 786, 301]
- continuation-number: 36: [341, 1560, 406, 1574]
- continuation-header: [565, 32, 673, 46]
